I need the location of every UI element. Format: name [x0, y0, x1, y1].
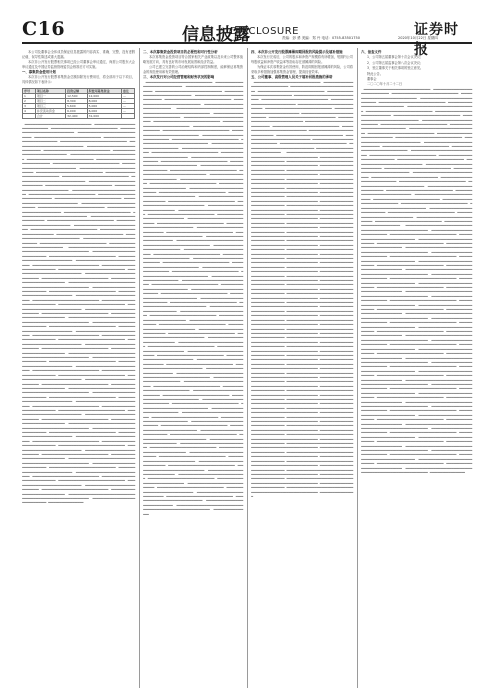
table-cell: —	[122, 103, 135, 108]
table-cell	[23, 113, 36, 118]
table-header-cell: 投资总额	[66, 88, 88, 93]
table-cell: 项目二	[35, 98, 65, 103]
article-paragraph: 1、公司第五届董事会第十次会议决议；	[367, 55, 424, 60]
article-paragraph: 五、公司董事、高级管理人员关于填补回报措施的承诺	[251, 75, 333, 80]
table-cell: 3	[23, 103, 36, 108]
table-cell: 12,000	[87, 93, 121, 98]
article-paragraph: 三、本次发行对公司经营管理和财务状况的影响	[143, 75, 215, 80]
table-cell: 4	[23, 108, 36, 113]
body-text-texture: ▬▬▬▬▬▬▬▬▬▬▬▬▬▬▬▬▬▬▬▬▬▬▬▬▬▬▬▬▬▬▬▬▬▬▬▬ ▬▬▬▬▬▬▬▬▬▬▬▬▬▬▬▬▬▬▬▬▬▬▬▬▬▬▬▬▬▬▬▬▬▬▬▬ ▬▬▬▬▬▬▬▬▬▬▬▬▬▬▬▬▬▬▬▬▬▬▬▬▬▬▬▬▬▬▬▬▬▬▬▬ ▬▬▬▬▬▬▬▬▬▬▬▬▬▬▬▬▬▬▬▬▬▬▬▬▬▬▬▬▬▬▬▬▬▬▬▬ ▬▬▬▬▬▬▬▬▬▬▬▬▬▬▬▬▬▬▬▬▬▬▬▬▬▬▬▬▬▬▬▬▬▬▬▬ ▬▬▬▬▬▬▬▬▬▬▬▬▬▬▬▬▬▬▬▬▬▬▬▬▬▬▬▬▬▬▬▬▬▬▬▬ ▬▬▬▬▬▬▬▬▬▬▬▬▬▬▬▬▬▬▬▬▬▬▬▬▬▬▬▬▬▬▬▬▬▬▬▬ ▬▬▬▬▬▬▬▬▬▬▬▬▬▬▬▬▬▬▬▬▬▬▬▬▬▬▬▬▬▬▬▬▬▬▬▬ ▬▬▬▬▬▬▬▬▬▬▬▬▬▬▬▬▬▬▬▬▬▬▬▬▬▬▬▬▬▬▬▬▬▬▬▬ ▬▬▬▬▬▬▬▬▬▬▬▬▬▬▬▬▬▬▬▬▬▬▬▬▬▬▬▬▬▬▬▬▬▬▬▬ ▬▬▬▬▬▬▬▬▬▬▬▬▬▬▬▬▬▬▬▬▬▬▬▬▬▬▬▬▬▬▬▬▬▬▬▬ ▬▬▬▬▬▬▬▬▬▬▬▬▬▬▬▬▬▬▬▬▬▬▬▬▬▬▬▬▬▬▬▬▬▬▬▬ ▬▬▬▬▬▬▬▬▬▬▬▬▬▬▬▬▬▬▬▬▬▬▬▬▬▬▬▬▬▬▬▬▬▬▬▬ ▬▬▬▬▬▬▬▬▬▬▬▬▬▬▬▬▬▬▬▬▬▬▬▬▬▬▬▬▬▬▬▬▬▬▬▬ ▬▬▬▬▬▬▬▬▬▬▬▬▬▬▬▬▬▬▬▬▬▬▬▬▬▬▬▬▬▬▬▬▬▬▬▬ ▬▬▬▬▬▬▬▬▬▬▬▬▬▬▬▬▬▬▬▬▬▬▬▬▬▬▬▬▬▬▬▬▬▬▬▬ ▬▬▬▬▬▬▬▬▬▬▬▬▬▬▬▬▬▬▬▬▬▬▬▬▬▬▬▬▬▬▬▬▬▬▬▬ ▬▬▬▬▬▬▬▬▬▬▬▬▬▬▬▬▬▬▬▬▬▬▬▬▬▬▬▬▬▬▬▬▬▬▬▬ ▬▬▬▬▬▬▬▬▬▬▬▬▬▬▬▬▬▬▬▬▬▬▬▬▬▬▬▬▬▬▬▬▬▬▬▬ ▬▬▬▬▬▬▬▬▬▬▬▬▬▬▬▬▬▬▬▬▬▬▬▬▬▬▬▬▬▬▬▬▬▬▬▬ ▬▬▬▬▬▬▬▬▬▬▬▬▬▬▬▬▬▬▬▬▬▬▬▬▬▬▬▬▬▬▬▬▬▬▬▬ ▬▬▬▬▬▬▬▬▬▬▬▬▬▬▬▬▬▬▬▬▬▬▬▬▬▬▬▬▬▬▬▬▬▬▬▬ ▬▬▬▬▬▬▬▬▬▬▬▬▬▬▬▬▬▬▬▬▬▬▬▬▬▬▬▬▬▬▬▬▬▬▬▬ ▬▬▬▬▬▬▬▬▬▬▬▬▬▬▬▬▬▬▬▬▬▬▬▬▬▬▬▬▬▬▬▬▬▬▬▬ ▬▬▬▬▬▬▬▬▬▬▬▬▬▬▬▬▬▬▬▬▬▬▬▬▬▬▬▬▬▬▬▬▬▬▬▬ ▬▬▬▬▬▬▬▬▬▬▬▬▬▬▬▬▬▬▬▬▬▬▬▬▬▬▬▬▬▬▬▬▬▬▬▬ ▬▬▬▬▬▬▬▬▬▬▬▬▬▬▬▬▬▬▬▬▬▬▬▬▬▬▬▬▬▬▬▬▬▬▬▬ ▬▬▬▬▬▬▬▬▬▬▬▬▬▬▬▬▬▬▬▬▬▬▬▬▬▬▬▬▬▬▬▬▬▬▬▬ ▬▬▬▬▬▬▬▬▬▬▬▬▬▬▬▬▬▬▬▬▬▬▬▬▬▬▬▬▬▬▬▬▬▬▬▬ ▬▬▬▬▬▬▬▬▬▬▬▬▬▬▬▬▬▬▬▬▬▬▬▬▬▬▬▬▬▬▬▬▬▬▬▬ ▬▬▬▬▬▬▬▬▬▬▬▬▬▬▬▬▬▬▬▬▬▬▬▬▬▬▬▬▬▬▬▬▬▬▬▬ ▬▬▬▬▬▬▬▬▬▬▬▬▬▬▬▬▬▬▬▬▬▬▬▬▬▬▬▬▬▬▬▬▬▬▬▬ ▬▬▬▬▬▬▬▬▬▬▬▬▬▬▬▬▬▬▬▬▬▬▬▬▬▬▬▬▬▬▬▬▬▬▬▬ ▬▬▬▬▬▬▬▬▬▬▬▬▬▬▬▬▬▬▬▬▬▬▬▬▬▬▬▬▬▬▬▬▬▬▬▬ ▬▬▬▬▬▬▬▬▬▬▬▬▬▬▬▬▬▬▬▬▬▬▬▬▬▬▬▬▬▬▬▬▬▬▬▬ ▬▬▬▬▬▬▬▬▬▬▬▬▬▬▬▬▬▬▬▬▬▬▬▬▬▬▬▬▬▬▬▬▬▬▬▬ ▬▬▬▬▬▬▬▬▬▬▬▬▬▬▬▬▬▬▬▬▬▬▬▬▬▬▬▬▬▬▬▬▬▬▬▬ ▬▬▬▬▬▬▬▬▬▬▬▬▬▬▬▬▬▬▬▬▬▬▬▬▬▬▬▬▬▬▬▬▬▬▬▬ ▬▬▬▬▬▬▬▬▬▬▬▬▬▬▬▬▬▬▬▬▬▬▬▬▬▬▬▬▬▬▬▬▬▬▬▬ ▬▬▬▬▬▬▬▬▬▬▬▬▬▬▬▬▬▬▬▬▬▬▬▬▬▬▬▬▬▬▬▬▬▬▬▬ ▬▬▬▬▬▬▬▬▬▬▬▬▬▬▬▬▬▬▬▬▬▬▬▬▬▬▬▬▬▬▬▬▬▬▬▬ ▬▬▬▬▬▬▬▬▬▬▬▬▬▬▬▬▬▬▬▬▬▬▬▬▬▬▬▬▬▬▬▬▬▬▬▬ ▬▬▬▬▬▬▬▬▬▬▬▬▬▬▬▬▬▬▬▬▬▬▬▬▬▬▬▬▬▬▬▬▬▬▬▬ ▬▬▬▬▬▬▬▬▬▬▬▬▬▬▬▬▬▬▬▬▬▬▬▬▬▬▬▬▬▬▬▬▬▬▬▬ ▬▬▬▬▬▬▬▬▬▬▬▬▬▬▬▬▬▬▬▬▬▬▬▬▬▬▬▬▬▬▬▬▬▬▬▬ ▬▬▬▬▬▬▬▬▬▬▬▬▬▬▬▬▬▬▬▬▬▬▬▬▬▬▬▬▬▬▬▬▬▬▬▬ ▬▬▬▬▬▬▬▬▬▬▬▬▬▬▬▬▬▬▬▬▬▬▬▬▬▬▬▬▬▬▬▬▬▬▬▬ ▬▬▬▬▬▬▬▬▬▬▬▬▬▬▬▬▬▬▬▬▬▬▬▬▬▬▬▬▬▬▬▬▬▬▬▬ ▬▬▬▬▬▬▬▬▬▬▬▬▬▬▬▬▬▬▬▬▬▬▬▬▬▬▬▬▬▬▬▬▬▬▬▬ ▬▬▬▬▬▬▬▬▬▬▬▬▬▬▬▬▬▬▬▬▬▬▬▬▬▬▬▬▬▬▬▬▬▬▬▬ ▬▬▬▬▬▬▬▬▬▬▬▬▬▬▬▬▬▬▬▬▬▬▬▬▬▬▬▬▬▬▬▬▬▬▬▬ ▬▬▬▬▬▬▬▬▬▬▬▬▬▬▬▬▬▬▬▬▬▬▬▬▬▬▬▬▬▬▬▬▬▬▬▬ ▬▬▬▬▬▬▬▬▬▬▬▬▬▬▬▬▬▬▬▬▬▬▬▬▬▬▬▬▬▬▬▬▬▬▬▬ ▬▬▬▬▬▬▬▬▬▬▬▬▬▬▬▬▬▬▬▬▬▬▬▬▬▬▬▬▬▬▬▬▬▬▬▬ ▬▬▬▬▬▬▬▬▬▬▬▬▬▬▬▬▬▬▬▬▬▬▬▬▬▬▬▬▬▬▬▬▬▬▬▬ ▬▬▬▬▬▬▬▬▬▬▬▬▬▬▬▬▬▬▬▬▬▬▬▬▬▬▬▬▬▬▬▬▬▬▬▬ ▬▬▬▬▬▬▬▬▬▬▬▬▬▬▬▬▬▬▬▬▬▬▬▬▬▬▬▬▬▬▬▬▬▬▬▬ ▬▬▬▬▬▬▬▬▬▬▬▬▬▬▬▬▬▬▬▬▬▬▬▬▬▬▬▬▬▬▬▬▬▬▬▬ ▬▬▬▬▬▬▬▬▬▬▬▬▬▬▬▬▬▬▬▬▬▬▬▬▬▬▬▬▬▬▬▬▬▬▬▬ ▬▬▬▬▬▬▬▬▬▬▬▬▬▬▬▬▬▬▬▬▬▬▬▬▬▬▬▬▬▬▬▬▬▬▬▬ ▬▬▬▬▬▬▬▬▬▬▬▬▬▬▬▬▬▬▬▬▬▬▬▬▬▬▬▬▬▬▬▬▬▬▬▬ ▬▬▬▬▬▬▬▬▬▬▬▬▬▬▬▬▬▬▬▬▬▬▬▬▬▬▬▬▬▬▬▬▬▬▬▬ ▬▬▬▬▬▬▬▬▬▬▬▬▬▬▬▬▬▬▬▬▬▬▬▬▬▬▬▬▬▬▬▬▬▬▬▬ ▬▬▬▬▬▬▬▬▬▬▬▬▬▬▬▬▬▬▬▬▬▬▬▬▬▬▬▬▬▬▬▬▬▬▬▬ ▬▬▬▬▬▬▬▬▬▬▬▬▬▬▬▬▬▬▬▬▬▬▬▬▬▬▬▬▬▬▬▬▬▬▬▬ ▬▬▬▬▬▬▬▬▬▬▬▬▬▬▬▬▬▬▬▬▬▬▬▬▬▬▬▬▬▬▬▬▬▬▬▬ ▬▬▬▬▬▬▬▬▬▬▬▬▬▬▬▬▬▬▬▬▬▬▬▬▬▬▬▬▬▬▬▬▬▬▬▬ ▬▬▬▬▬▬▬▬▬▬▬▬▬▬▬▬▬▬▬▬▬▬▬▬▬▬▬▬▬▬▬▬▬▬▬▬ ▬▬▬▬▬▬▬▬▬▬▬▬▬▬▬▬▬▬▬▬▬▬▬▬▬▬▬▬▬▬▬▬▬▬▬▬ ▬▬▬▬▬▬▬▬▬▬▬▬▬▬▬▬▬▬▬▬▬▬▬▬▬▬▬▬▬▬▬▬▬▬▬▬ ▬▬▬▬▬▬▬▬▬▬▬▬▬▬▬▬▬▬▬▬▬▬▬▬▬▬▬▬▬▬▬▬▬▬▬▬ ▬▬▬▬▬▬▬▬▬▬▬▬▬▬▬▬▬▬▬▬▬▬▬▬▬▬▬▬▬▬▬▬▬▬▬▬ ▬▬▬▬▬▬▬▬▬▬▬▬▬▬▬▬▬▬▬▬▬▬▬▬▬▬▬▬▬▬▬▬▬▬▬▬ ▬▬▬▬▬▬▬▬▬▬▬▬▬▬▬▬▬▬▬▬▬▬▬▬▬▬▬▬▬▬▬▬▬▬▬▬ ▬▬▬▬▬▬▬▬▬▬▬▬▬▬▬▬▬▬▬▬▬▬▬▬▬▬▬▬▬▬▬▬▬▬▬▬ ▬▬▬▬▬▬▬▬▬▬▬▬▬▬▬▬▬▬▬▬▬▬▬▬▬▬▬▬▬▬▬▬▬▬▬▬ ▬▬▬▬▬▬▬▬▬▬▬▬▬▬▬▬▬▬▬▬▬▬▬▬▬▬▬▬▬▬▬▬▬▬▬▬ ▬▬▬▬▬▬▬▬▬▬▬▬▬▬▬▬▬▬▬▬▬▬▬▬▬▬▬▬▬▬▬▬▬▬▬▬ ▬▬▬▬▬▬▬▬▬▬▬▬▬▬▬▬▬▬▬▬▬▬▬▬▬▬▬▬▬▬▬▬▬▬▬▬ ▬▬▬▬▬▬▬▬▬▬▬▬▬▬▬▬▬▬▬▬▬▬▬▬▬▬▬▬▬▬▬▬▬▬▬▬ ▬▬▬▬▬▬▬▬▬▬▬▬▬▬▬▬▬▬▬▬▬▬▬▬▬▬▬▬▬▬▬▬▬▬▬▬ ▬▬▬▬▬▬▬▬▬▬▬▬▬▬▬▬▬▬▬▬▬▬▬▬▬▬▬▬▬▬▬▬▬▬▬▬ ▬▬▬▬▬▬▬▬▬▬▬▬▬▬▬▬▬▬▬▬▬▬▬▬▬▬▬▬▬▬▬▬▬▬▬▬ ▬▬▬▬▬▬▬▬▬▬▬▬▬▬▬▬▬▬▬▬▬▬▬▬▬▬▬▬▬▬▬▬▬▬▬▬ ▬▬▬▬▬▬▬▬▬▬▬▬▬▬▬▬▬▬▬▬▬▬▬▬▬▬▬▬▬▬▬▬▬▬▬▬ ▬▬▬▬▬▬▬▬▬▬▬▬▬▬▬▬▬▬▬▬▬▬▬▬▬▬▬▬▬▬▬▬▬▬▬▬ ▬▬▬▬▬▬▬▬▬▬▬▬▬▬▬▬▬▬▬▬▬▬▬▬▬▬▬▬▬▬▬▬▬▬▬▬ ▬▬▬▬▬▬▬▬▬▬▬▬▬▬▬▬▬▬▬▬▬▬▬▬▬▬▬▬▬▬▬▬▬▬▬▬ ▬▬▬▬▬▬▬▬▬▬▬▬▬▬▬▬▬▬▬▬▬▬▬▬▬▬▬▬▬▬▬▬▬▬▬▬ ▬▬▬▬▬▬▬▬▬▬▬▬▬▬▬▬▬▬▬▬▬▬▬▬▬▬▬▬▬▬▬▬▬▬▬▬ ▬▬▬▬▬▬▬▬▬▬▬▬▬▬▬▬▬▬▬▬▬▬▬▬▬▬▬▬▬▬▬▬▬▬▬▬ ▬▬▬▬▬▬▬▬▬▬▬▬▬▬▬▬▬▬▬▬▬▬▬▬▬▬▬▬▬▬▬▬▬▬▬▬ ▬▬▬▬▬▬▬▬▬▬▬▬▬▬▬▬▬▬▬▬▬▬▬▬▬▬▬▬▬▬▬▬▬▬▬▬ ▬▬▬▬▬▬▬▬▬▬▬▬▬▬▬▬▬▬▬▬▬▬▬▬▬▬▬▬▬▬▬▬▬▬▬▬ ▬▬▬▬▬▬▬▬▬▬▬▬▬▬▬▬▬▬▬▬▬▬▬▬▬▬▬▬▬▬▬▬▬▬▬▬ ▬▬▬▬▬▬▬▬▬▬▬▬▬▬▬▬▬▬▬▬▬▬▬▬▬▬▬▬▬▬▬▬▬▬▬▬ ▬▬▬▬▬▬▬▬▬▬▬▬▬▬▬▬▬▬▬▬▬▬▬▬▬▬▬▬▬▬▬▬▬▬▬▬ ▬▬▬▬▬▬▬▬▬▬▬▬▬▬▬▬▬▬▬▬▬▬▬▬▬▬▬▬▬▬▬▬▬▬▬▬ ▬▬▬▬▬▬▬▬▬▬▬▬▬▬▬▬▬▬▬▬▬▬▬▬▬▬▬▬▬▬▬▬▬▬▬▬ ▬▬▬▬▬▬▬▬▬▬▬▬▬▬▬▬▬▬▬▬▬▬▬▬▬▬▬▬▬▬▬▬▬▬▬▬ ▬▬▬▬▬▬▬▬▬▬▬▬▬▬▬▬▬▬▬▬▬▬▬▬▬▬▬▬▬▬▬▬▬▬▬▬ ▬▬▬▬▬▬▬▬▬▬▬▬▬▬▬▬▬▬▬▬▬▬▬▬▬▬▬▬▬▬▬▬▬▬▬▬ ▬▬▬▬▬▬▬▬▬▬▬▬▬▬▬▬▬▬▬▬▬▬▬▬▬▬▬▬▬▬▬▬▬▬▬▬ ▬▬▬▬▬▬▬▬▬▬▬▬▬▬▬▬▬▬▬▬▬▬▬▬▬▬▬▬▬▬▬▬▬▬▬▬ ▬▬▬▬▬▬▬▬▬▬▬▬▬▬▬▬▬▬▬▬▬▬▬▬▬▬▬▬▬▬▬▬▬▬▬▬ ▬▬▬▬▬▬▬▬▬▬▬▬▬▬▬▬▬▬▬▬▬▬▬▬▬▬▬▬▬▬▬▬▬▬▬▬ ▬▬▬▬▬▬▬▬▬▬▬▬▬▬▬▬▬▬▬▬▬▬▬▬▬▬▬▬▬▬▬▬▬▬▬▬ ▬▬▬▬▬▬▬▬▬▬▬▬▬▬▬▬▬▬▬▬▬▬▬▬▬▬▬▬▬▬▬▬▬▬▬▬ ▬▬▬▬▬▬▬▬▬▬▬▬▬▬▬▬▬▬▬▬▬▬▬▬▬▬▬▬▬▬▬▬▬▬▬▬ ▬▬▬▬▬▬▬▬▬▬▬▬▬▬▬▬▬▬▬▬▬▬▬▬▬▬▬▬▬▬▬▬▬▬▬▬ ▬▬▬▬▬▬▬▬▬▬▬▬▬▬▬▬▬▬▬▬▬▬▬▬▬▬▬▬▬▬▬▬▬▬▬▬ ▬▬▬▬▬▬▬▬▬▬▬▬▬▬▬▬▬▬▬▬▬▬▬▬▬▬▬▬▬▬▬▬▬▬▬▬ ▬▬▬▬▬▬▬▬▬▬▬▬▬▬▬▬▬▬▬▬▬▬▬▬▬▬▬▬▬▬▬▬▬▬▬▬ ▬▬▬▬▬▬▬▬▬▬▬▬▬▬▬▬▬▬▬▬▬▬▬▬▬▬▬▬▬▬▬▬▬▬▬▬ ▬▬▬▬▬▬▬▬▬▬▬▬▬▬▬▬▬▬▬▬▬▬▬▬▬▬▬▬▬▬▬▬▬▬▬▬ ▬▬▬▬▬▬▬▬▬▬▬▬▬▬▬▬▬▬▬▬▬▬▬▬▬▬▬▬▬▬▬▬▬▬▬▬ ▬▬▬▬▬▬▬▬▬▬▬▬▬▬▬▬▬▬▬▬▬▬▬▬▬▬▬▬▬▬▬▬▬▬▬▬ ▬▬▬▬▬▬▬▬▬▬▬▬▬▬▬▬▬▬▬▬▬▬▬▬▬▬▬▬▬▬▬▬▬▬▬▬ ▬▬▬▬▬▬▬▬▬▬▬▬▬▬▬▬▬▬▬▬▬▬▬▬▬▬▬▬▬▬▬▬▬▬▬▬ ▬▬▬▬▬▬▬▬▬▬▬▬▬▬▬▬▬▬▬▬▬▬▬▬▬▬▬▬▬▬▬▬▬▬▬▬ ▬▬▬▬▬▬▬▬▬▬▬▬▬▬▬▬▬▬▬▬▬▬▬▬▬▬▬▬▬▬▬▬▬▬▬▬ ▬▬▬▬▬▬▬▬▬▬▬▬▬▬▬▬▬▬▬▬▬▬▬▬▬▬▬▬▬▬▬▬▬▬▬▬ ▬▬▬▬▬▬▬▬▬▬▬▬▬▬▬▬▬▬▬▬▬▬▬▬▬▬▬▬▬▬▬▬▬▬▬▬ ▬▬▬▬▬▬▬▬▬▬▬▬▬▬▬▬▬▬▬▬▬▬▬▬▬▬▬▬▬▬▬▬▬▬▬▬ ▬▬▬▬▬▬▬▬▬▬▬▬▬▬▬▬▬▬▬▬▬▬▬▬▬▬▬▬▬▬▬▬▬▬▬▬ ▬▬▬▬▬▬▬▬▬▬▬▬▬▬▬▬▬▬▬▬▬▬▬▬▬▬▬▬▬▬▬▬▬▬▬▬ ▬▬▬▬▬▬▬▬▬▬▬▬▬▬▬▬▬▬▬▬▬▬▬▬▬▬▬▬▬▬▬▬▬▬▬▬ ▬▬▬▬▬▬▬▬▬▬▬▬▬▬▬▬▬▬▬▬▬▬▬▬▬▬▬▬▬▬▬▬▬▬▬▬ ▬▬▬▬▬▬▬▬▬▬▬▬▬▬▬▬▬▬▬▬▬▬▬▬▬▬▬▬▬▬▬▬▬▬▬▬ ▬▬▬▬▬▬▬▬▬▬▬▬▬▬▬▬▬▬▬▬▬▬▬▬▬▬▬▬▬▬▬▬▬▬▬▬ ▬▬▬▬▬▬▬▬▬▬▬▬▬▬▬▬▬▬▬▬▬▬▬▬▬▬▬▬▬▬▬▬▬▬▬▬ ▬▬▬▬▬▬▬▬▬▬▬▬▬▬▬▬▬▬▬▬▬▬▬▬▬▬▬▬▬▬▬▬▬▬▬▬ ▬▬▬▬▬▬▬▬▬▬▬▬▬▬▬▬▬▬▬▬▬▬▬▬▬▬▬▬▬▬▬▬▬▬▬▬ ▬▬▬▬▬▬▬▬▬▬▬▬▬▬▬▬▬▬▬▬▬▬▬▬▬▬▬▬▬▬▬▬▬▬▬▬ ▬▬▬▬▬▬▬▬▬▬▬▬▬▬▬▬▬▬▬▬▬▬▬▬▬▬▬▬▬▬▬▬▬▬▬▬ ▬▬▬▬▬▬▬▬▬▬▬▬▬▬▬▬▬▬▬▬▬▬▬▬▬▬▬▬▬▬▬▬▬▬▬▬ ▬▬▬▬▬▬▬▬▬▬▬▬▬▬▬▬▬▬▬▬▬▬▬▬▬▬▬▬▬▬▬▬▬▬▬▬ ▬▬▬▬▬▬▬▬▬▬▬▬▬▬▬▬▬▬▬▬▬▬▬▬▬▬▬▬▬▬▬▬▬▬▬▬ ▬▬▬▬▬▬▬▬▬▬▬▬▬▬▬▬▬▬▬▬▬▬▬▬▬▬▬▬▬▬▬▬▬▬▬▬ ▬▬▬▬▬▬▬▬▬▬▬▬▬▬▬▬▬▬▬▬▬▬▬▬▬▬▬▬▬▬▬▬▬▬▬▬ ▬▬▬▬▬▬▬▬▬▬▬▬▬▬▬▬▬▬▬	[361, 87, 474, 475]
article-column-2	[143, 50, 243, 686]
table-cell: 31,000	[87, 113, 121, 118]
table-cell: 6,000	[66, 108, 88, 113]
article-paragraph: 公司已建立完善的公司治理结构和内部控制制度，能够保证募集资金的规范使用和有效管理。	[143, 65, 243, 74]
table-cell: 32,400	[66, 113, 88, 118]
table-cell	[122, 113, 135, 118]
body-text-texture: ▬▬▬▬▬▬▬▬▬▬▬▬▬▬▬▬▬▬▬▬▬▬▬▬▬▬▬▬▬▬▬▬▬▬▬▬ ▬▬▬▬▬▬▬▬▬▬▬▬▬▬▬▬▬▬▬▬▬▬▬▬▬▬▬▬▬▬▬▬▬▬▬▬ ▬▬▬▬▬▬▬▬▬▬▬▬▬▬▬▬▬▬▬▬▬▬▬▬▬▬▬▬▬▬▬▬▬▬▬▬ ▬▬▬▬▬▬▬▬▬▬▬▬▬▬▬▬▬▬▬▬▬▬▬▬▬▬▬▬▬▬▬▬▬▬▬▬ ▬▬▬▬▬▬▬▬▬▬▬▬▬▬▬▬▬▬▬▬▬▬▬▬▬▬▬▬▬▬▬▬▬▬▬▬ ▬▬▬▬▬▬▬▬▬▬▬▬▬▬▬▬▬▬▬▬▬▬▬▬▬▬▬▬▬▬▬▬▬▬▬▬ ▬▬▬▬▬▬▬▬▬▬▬▬▬▬▬▬▬▬▬▬▬▬▬▬▬▬▬▬▬▬▬▬▬▬▬▬ ▬▬▬▬▬▬▬▬▬▬▬▬▬▬▬▬▬▬▬▬▬▬▬▬▬▬▬▬▬▬▬▬▬▬▬▬ ▬▬▬▬▬▬▬▬▬▬▬▬▬▬▬▬▬▬▬▬▬▬▬▬▬▬▬▬▬▬▬▬▬▬▬▬ ▬▬▬▬▬▬▬▬▬▬▬▬▬▬▬▬▬▬▬▬▬▬▬▬▬▬▬▬▬▬▬▬▬▬▬▬ ▬▬▬▬▬▬▬▬▬▬▬▬▬▬▬▬▬▬▬▬▬▬▬▬▬▬▬▬▬▬▬▬▬▬▬▬ ▬▬▬▬▬▬▬▬▬▬▬▬▬▬▬▬▬▬▬▬▬▬▬▬▬▬▬▬▬▬▬▬▬▬▬▬ ▬▬▬▬▬▬▬▬▬▬▬▬▬▬▬▬▬▬▬▬▬▬▬▬▬▬▬▬▬▬▬▬▬▬▬▬ ▬▬▬▬▬▬▬▬▬▬▬▬▬▬▬▬▬▬▬▬▬▬▬▬▬▬▬▬▬▬▬▬▬▬▬▬ ▬▬▬▬▬▬▬▬▬▬▬▬▬▬▬▬▬▬▬▬▬▬▬▬▬▬▬▬▬▬▬▬▬▬▬▬ ▬▬▬▬▬▬▬▬▬▬▬▬▬▬▬▬▬▬▬▬▬▬▬▬▬▬▬▬▬▬▬▬▬▬▬▬ ▬▬▬▬▬▬▬▬▬▬▬▬▬▬▬▬▬▬▬▬▬▬▬▬▬▬▬▬▬▬▬▬▬▬▬▬ ▬▬▬▬▬▬▬▬▬▬▬▬▬▬▬▬▬▬▬▬▬▬▬▬▬▬▬▬▬▬▬▬▬▬▬▬ ▬▬▬▬▬▬▬▬▬▬▬▬▬▬▬▬▬▬▬▬▬▬▬▬▬▬▬▬▬▬▬▬▬▬▬▬ ▬▬▬▬▬▬▬▬▬▬▬▬▬▬▬▬▬▬▬▬▬▬▬▬▬▬▬▬▬▬▬▬▬▬▬▬ ▬▬▬▬▬▬▬▬▬▬▬▬▬▬▬▬▬▬▬▬▬▬▬▬▬▬▬▬▬▬▬▬▬▬▬▬ ▬▬▬▬▬▬▬▬▬▬▬▬▬▬▬▬▬▬▬▬▬▬▬▬▬▬▬▬▬▬▬▬▬▬▬▬ ▬▬▬▬▬▬▬▬▬▬▬▬▬▬▬▬▬▬▬▬▬▬▬▬▬▬▬▬▬▬▬▬▬▬▬▬ ▬▬▬▬▬▬▬▬▬▬▬▬▬▬▬▬▬▬▬▬▬▬▬▬▬▬▬▬▬▬▬▬▬▬▬▬ ▬▬▬▬▬▬▬▬▬▬▬▬▬▬▬▬▬▬▬▬▬▬▬▬▬▬▬▬▬▬▬▬▬▬▬▬ ▬▬▬▬▬▬▬▬▬▬▬▬▬▬▬▬▬▬▬▬▬▬▬▬▬▬▬▬▬▬▬▬▬▬▬▬ ▬▬▬▬▬▬▬▬▬▬▬▬▬▬▬▬▬▬▬▬▬▬▬▬▬▬▬▬▬▬▬▬▬▬▬▬ ▬▬▬▬▬▬▬▬▬▬▬▬▬▬▬▬▬▬▬▬▬▬▬▬▬▬▬▬▬▬▬▬▬▬▬▬ ▬▬▬▬▬▬▬▬▬▬▬▬▬▬▬▬▬▬▬▬▬▬▬▬▬▬▬▬▬▬▬▬▬▬▬▬ ▬▬▬▬▬▬▬▬▬▬▬▬▬▬▬▬▬▬▬▬▬▬▬▬▬▬▬▬▬▬▬▬▬▬▬▬ ▬▬▬▬▬▬▬▬▬▬▬▬▬▬▬▬▬▬▬▬▬▬▬▬▬▬▬▬▬▬▬▬▬▬▬▬ ▬▬▬▬▬▬▬▬▬▬▬▬▬▬▬▬▬▬▬▬▬▬▬▬▬▬▬▬▬▬▬▬▬▬▬▬ ▬▬▬▬▬▬▬▬▬▬▬▬▬▬▬▬▬▬▬▬▬▬▬▬▬▬▬▬▬▬▬▬▬▬▬▬ ▬▬▬▬▬▬▬▬▬▬▬▬▬▬▬▬▬▬▬▬▬▬▬▬▬▬▬▬▬▬▬▬▬▬▬▬ ▬▬▬▬▬▬▬▬▬▬▬▬▬▬▬▬▬▬▬▬▬▬▬▬▬▬▬▬▬▬▬▬▬▬▬▬ ▬▬▬▬▬▬▬▬▬▬▬▬▬▬▬▬▬▬▬▬▬▬▬▬▬▬▬▬▬▬▬▬▬▬▬▬ ▬▬▬▬▬▬▬▬▬▬▬▬▬▬▬▬▬▬▬▬▬▬▬▬▬▬▬▬▬▬▬▬▬▬▬▬ ▬▬▬▬▬▬▬▬▬▬▬▬▬▬▬▬▬▬▬▬▬▬▬▬▬▬▬▬▬▬▬▬▬▬▬▬ ▬▬▬▬▬▬▬▬▬▬▬▬▬▬▬▬▬▬▬▬▬▬▬▬▬▬▬▬▬▬▬▬▬▬▬▬ ▬▬▬▬▬▬▬▬▬▬▬▬▬▬▬▬▬▬▬▬▬▬▬▬▬▬▬▬▬▬▬▬▬▬▬▬ ▬▬▬▬▬▬▬▬▬▬▬▬▬▬▬▬▬▬▬▬▬▬▬▬▬▬▬▬▬▬▬▬▬▬▬▬ ▬▬▬▬▬▬▬▬▬▬▬▬▬▬▬▬▬▬▬▬▬▬▬▬▬▬▬▬▬▬▬▬▬▬▬▬ ▬▬▬▬▬▬▬▬▬▬▬▬▬▬▬▬▬▬▬▬▬▬▬▬▬▬▬▬▬▬▬▬▬▬▬▬ ▬▬▬▬▬▬▬▬▬▬▬▬▬▬▬▬▬▬▬▬▬▬▬▬▬▬▬▬▬▬▬▬▬▬▬▬ ▬▬▬▬▬▬▬▬▬▬▬▬▬▬▬▬▬▬▬▬▬▬▬▬▬▬▬▬▬▬▬▬▬▬▬▬ ▬▬▬▬▬▬▬▬▬▬▬▬▬▬▬▬▬▬▬▬▬▬▬▬▬▬▬▬▬▬▬▬▬▬▬▬ ▬▬▬▬▬▬▬▬▬▬▬▬▬▬▬▬▬▬▬▬▬▬▬▬▬▬▬▬▬▬▬▬▬▬▬▬ ▬▬▬▬▬▬▬▬▬▬▬▬▬▬▬▬▬▬▬▬▬▬▬▬▬▬▬▬▬▬▬▬▬▬▬▬ ▬▬▬▬▬▬▬▬▬▬▬▬▬▬▬▬▬▬▬▬▬▬▬▬▬▬▬▬▬▬▬▬▬▬▬▬ ▬▬▬▬▬▬▬▬▬▬▬▬▬▬▬▬▬▬▬▬▬▬▬▬▬▬▬▬▬▬▬▬▬▬▬▬ ▬▬▬▬▬▬▬▬▬▬▬▬▬▬▬▬▬▬▬▬▬▬▬▬▬▬▬▬▬▬▬▬▬▬▬▬ ▬▬▬▬▬▬▬▬▬▬▬▬▬▬▬▬▬▬▬▬▬▬▬▬▬▬▬▬▬▬▬▬▬▬▬▬ ▬▬▬▬▬▬▬▬▬▬▬▬▬▬▬▬▬▬▬▬▬▬▬▬▬▬▬▬▬▬▬▬▬▬▬▬ ▬▬▬▬▬▬▬▬▬▬▬▬▬▬▬▬▬▬▬▬▬▬▬▬▬▬▬▬▬▬▬▬▬▬▬▬ ▬▬▬▬▬▬▬▬▬▬▬▬▬▬▬▬▬▬▬▬▬▬▬▬▬▬▬▬▬▬▬▬▬▬▬▬ ▬▬▬▬▬▬▬▬▬▬▬▬▬▬▬▬▬▬▬▬▬▬▬▬▬▬▬▬▬▬▬▬▬▬▬▬ ▬▬▬▬▬▬▬▬▬▬▬▬▬▬▬▬▬▬▬▬▬▬▬▬▬▬▬▬▬▬▬▬▬▬▬▬ ▬▬▬▬▬▬▬▬▬▬▬▬▬▬▬▬▬▬▬▬▬▬▬▬▬▬▬▬▬▬▬▬▬▬▬▬ ▬▬▬▬▬▬▬▬▬▬▬▬▬▬▬▬▬▬▬▬▬▬▬▬▬▬▬▬▬▬▬▬▬▬▬▬ ▬▬▬▬▬▬▬▬▬▬▬▬▬▬▬▬▬▬▬▬▬▬▬▬▬▬▬▬▬▬▬▬▬▬▬▬ ▬▬▬▬▬▬▬▬▬▬▬▬▬▬▬▬▬▬▬▬▬▬▬▬▬▬▬▬▬▬▬▬▬▬▬▬ ▬▬▬▬▬▬▬▬▬▬▬▬▬▬▬▬▬▬▬▬▬▬▬▬▬▬▬▬▬▬▬▬▬▬▬▬ ▬▬▬▬▬▬▬▬▬▬▬▬▬▬▬▬▬▬▬▬▬▬▬▬▬▬▬▬▬▬▬▬▬▬▬▬ ▬▬▬▬▬▬▬▬▬▬▬▬▬▬▬▬▬▬▬▬▬▬▬▬▬▬▬▬▬▬▬▬▬▬▬▬ ▬▬▬▬▬▬▬▬▬▬▬▬▬▬▬▬▬▬▬▬▬▬▬▬▬▬▬▬▬▬▬▬▬▬▬▬ ▬▬▬▬▬▬▬▬▬▬▬▬▬▬▬▬▬▬▬▬▬▬▬▬▬▬▬▬▬▬▬▬▬▬▬▬ ▬▬▬▬▬▬▬▬▬▬▬▬▬▬▬▬▬▬▬▬▬▬▬▬▬▬▬▬▬▬▬▬▬▬▬▬ ▬▬▬▬▬▬▬▬▬▬▬▬▬▬▬▬▬▬▬▬▬▬▬▬▬▬▬▬▬▬▬▬▬▬▬▬ ▬▬▬▬▬▬▬▬▬▬▬▬▬▬▬▬▬▬▬▬▬▬▬▬▬▬▬▬▬▬▬▬▬▬▬▬ ▬▬▬▬▬▬▬▬▬▬▬▬▬▬▬▬▬▬▬▬▬▬▬▬▬▬▬▬▬▬▬▬▬▬▬▬ ▬▬▬▬▬▬▬▬▬▬▬▬▬▬▬▬▬▬▬▬▬▬▬▬▬▬▬▬▬▬▬▬▬▬▬▬ ▬▬▬▬▬▬▬▬▬▬▬▬▬▬▬▬▬▬▬▬▬▬▬▬▬▬▬▬▬▬▬▬▬▬▬▬ ▬▬▬▬▬▬▬▬▬▬▬▬▬▬▬▬▬▬▬▬▬▬▬▬▬▬▬▬▬▬▬▬▬▬▬▬ ▬▬▬▬▬▬▬▬▬▬▬▬▬▬▬▬▬▬▬▬▬▬▬▬▬▬▬▬▬▬▬▬▬▬▬▬ ▬▬▬▬▬▬▬▬▬▬▬▬▬▬▬▬▬▬▬▬▬▬▬▬▬▬▬▬▬▬▬▬▬▬▬▬ ▬▬▬▬▬▬▬▬▬▬▬▬▬▬▬▬▬▬▬▬▬▬▬▬▬▬▬▬▬▬▬▬▬▬▬▬ ▬▬▬▬▬▬▬▬▬▬▬▬▬▬▬▬▬▬▬▬▬▬▬▬▬▬▬▬▬▬▬▬▬▬▬▬ ▬▬▬▬▬▬▬▬▬▬▬▬▬▬▬▬▬▬▬▬▬▬▬▬▬▬▬▬▬▬▬▬▬▬▬▬ ▬▬▬▬▬▬▬▬▬▬▬▬▬▬▬▬▬▬▬▬▬▬▬▬▬▬▬▬▬▬▬▬▬▬▬▬ ▬▬▬▬▬▬▬▬▬▬▬▬▬▬▬▬▬▬▬▬▬▬▬▬▬▬▬▬▬▬▬▬▬▬▬▬ ▬▬▬▬▬▬▬▬▬▬▬▬▬▬▬▬▬▬▬▬▬▬▬▬▬▬▬▬▬▬▬▬▬▬▬▬ ▬▬▬▬▬▬▬▬▬▬▬▬▬▬▬▬▬▬▬▬▬▬▬▬▬▬▬▬▬▬▬▬▬▬▬▬ ▬▬▬▬▬▬▬▬▬▬▬▬▬▬▬▬▬▬▬▬▬▬▬▬▬▬▬▬▬▬▬▬▬▬▬▬ ▬▬▬▬▬▬▬▬▬▬▬▬▬▬▬▬▬▬▬▬▬▬▬▬▬▬▬▬▬▬▬▬▬▬▬▬ ▬▬▬▬▬▬▬▬▬▬▬▬▬▬▬▬▬▬▬▬▬▬▬▬▬▬▬▬▬▬▬▬▬▬▬▬ ▬▬▬▬▬▬▬▬▬▬▬▬▬▬▬▬▬▬▬▬▬▬▬▬▬▬▬▬▬▬▬▬▬▬▬▬ ▬▬▬▬▬▬▬▬▬▬▬▬▬▬▬▬▬▬▬▬▬▬▬▬▬▬▬▬▬▬▬▬▬▬▬▬ ▬▬▬▬▬▬▬▬▬▬▬▬▬▬▬▬▬▬▬▬▬▬▬▬▬▬▬▬▬▬▬▬▬▬▬▬ ▬▬▬▬▬▬▬▬▬▬▬▬▬▬▬▬▬▬▬▬▬▬▬▬▬▬▬▬▬▬▬▬▬▬▬▬ ▬▬▬▬▬▬▬▬▬▬▬▬▬▬▬▬▬▬▬▬▬▬▬▬▬▬▬▬▬▬▬▬▬▬▬▬ ▬▬▬▬▬▬▬▬▬▬▬▬▬▬▬▬▬▬▬▬▬▬▬▬▬▬▬▬▬▬▬▬▬▬▬▬ ▬▬▬▬▬▬▬▬▬▬▬▬▬▬▬▬▬▬▬▬▬▬▬▬▬▬▬▬▬▬▬▬▬▬▬▬ ▬▬▬▬▬▬▬▬▬▬▬▬▬▬▬▬▬▬▬▬▬▬▬▬▬▬▬▬▬▬▬▬▬▬▬▬ ▬▬▬▬▬▬▬▬▬▬▬▬▬▬▬▬▬▬▬▬▬▬▬▬▬▬▬▬▬▬▬▬▬▬▬▬ ▬▬▬▬▬▬▬▬▬▬▬▬▬▬▬▬▬▬▬▬▬▬▬▬▬▬▬▬▬▬▬▬▬▬▬▬ ▬▬▬▬▬▬▬▬▬▬▬▬▬▬▬▬▬▬▬▬▬▬▬▬▬▬▬▬▬▬▬▬▬▬▬▬ ▬▬▬▬▬▬▬▬▬▬▬▬▬▬▬▬▬▬▬▬▬▬▬▬▬▬▬▬▬▬▬▬▬▬▬▬ ▬▬▬▬▬▬▬▬▬▬▬▬▬▬▬▬▬▬▬▬▬▬▬▬▬▬▬▬▬▬▬▬▬▬▬▬ ▬▬▬▬▬▬▬▬▬▬▬▬▬▬▬▬▬▬▬▬▬▬▬▬▬▬▬▬▬▬▬▬▬▬▬▬ ▬▬▬▬▬▬▬▬▬▬▬▬▬▬▬▬▬▬▬▬▬▬▬▬▬▬▬▬▬▬▬▬▬▬▬▬ ▬▬▬▬▬▬▬▬▬▬▬▬▬▬▬▬▬▬▬▬▬▬▬▬▬▬▬▬▬▬▬▬▬▬▬▬ ▬▬▬▬▬▬▬▬▬▬▬▬▬▬▬▬▬▬▬▬▬▬▬▬▬▬▬▬▬▬▬▬▬▬▬▬ ▬▬▬▬▬▬▬▬▬▬▬▬▬▬▬▬▬▬▬▬▬▬▬▬▬▬▬▬▬▬▬▬▬▬▬▬ ▬▬▬▬▬▬▬▬▬▬▬▬▬▬▬▬▬▬▬▬▬▬▬▬▬▬▬▬▬▬▬▬▬▬▬▬ ▬▬▬▬▬▬▬▬▬▬▬▬▬▬▬▬▬▬▬▬▬▬▬▬▬▬▬▬▬▬▬▬▬▬▬▬ ▬▬▬▬▬▬▬▬▬▬▬▬▬▬▬▬▬▬▬▬▬▬▬▬▬▬▬▬▬▬▬▬▬▬▬▬ ▬▬▬▬▬▬▬▬▬▬▬▬▬▬▬▬▬▬▬▬▬▬▬▬▬▬▬▬▬▬▬▬▬▬▬▬ ▬▬▬▬▬▬▬▬▬▬▬▬▬▬▬▬▬▬▬▬▬▬▬▬▬▬▬▬▬▬▬▬▬▬▬▬ ▬▬▬▬▬▬▬▬▬▬▬▬▬▬▬▬▬▬▬▬▬▬▬▬▬▬▬▬▬▬▬▬▬▬▬▬ ▬▬▬▬▬▬▬▬▬▬▬▬▬▬▬▬▬▬▬▬▬▬▬▬▬▬▬▬▬▬▬▬▬▬▬▬ ▬▬▬▬▬▬▬▬▬▬▬▬▬▬▬▬▬▬▬▬▬▬▬▬▬▬▬▬▬▬▬▬▬▬▬▬ ▬▬▬▬▬▬▬▬▬▬▬▬▬▬▬▬▬▬▬▬▬▬▬▬▬▬▬▬▬▬▬▬▬▬▬▬ ▬▬▬▬▬▬▬▬▬▬▬▬▬▬▬▬▬▬▬▬▬▬▬▬▬▬▬▬▬▬▬▬▬▬▬▬ ▬▬▬▬▬▬▬▬▬▬▬▬▬▬▬▬▬▬▬▬▬▬▬▬▬▬▬▬▬▬▬▬▬▬▬▬ ▬▬▬▬▬▬▬▬▬▬▬▬▬▬▬▬▬▬▬▬▬▬▬▬▬▬▬▬▬▬▬▬▬▬▬▬ ▬▬▬▬▬▬▬▬▬▬▬▬▬▬▬▬▬▬▬▬▬▬▬▬▬▬▬▬▬▬▬▬▬▬▬▬ ▬▬▬▬▬▬▬▬▬▬▬▬▬▬▬▬▬▬▬▬▬▬▬▬▬▬▬▬▬▬▬▬▬▬▬▬ ▬▬▬▬▬▬▬▬▬▬▬▬▬▬▬▬▬▬▬▬▬▬▬▬▬▬▬▬▬▬▬▬▬▬▬▬ ▬▬▬▬▬▬▬▬▬▬▬▬▬▬▬▬▬▬▬▬▬▬▬▬▬▬▬▬▬▬▬▬▬▬▬▬ ▬▬▬▬▬▬▬▬▬▬▬▬▬▬▬▬▬▬▬▬▬▬▬▬▬▬▬▬▬▬▬▬▬▬▬▬ ▬▬▬▬▬▬▬▬▬▬▬▬▬▬▬▬▬▬▬▬▬▬▬▬▬▬▬▬▬▬▬▬▬▬▬▬ ▬▬▬▬▬▬▬▬▬▬▬▬▬▬▬▬▬▬▬▬▬▬▬▬▬▬▬▬▬▬▬▬▬▬▬▬ ▬▬▬▬▬▬▬▬▬▬▬▬▬▬▬▬▬▬▬▬▬▬▬▬▬▬▬▬▬▬▬▬▬▬▬▬ ▬▬▬▬▬▬▬▬▬▬▬▬▬▬▬▬▬▬▬▬▬▬▬▬▬▬▬▬▬▬▬▬▬▬▬▬ ▬▬▬▬▬▬▬▬▬▬▬▬▬▬▬▬▬▬▬▬▬▬▬▬▬▬▬▬▬▬▬▬▬▬▬▬ ▬▬▬▬▬▬▬▬▬▬▬▬▬▬▬▬▬▬▬▬▬▬▬▬▬▬▬▬▬▬▬▬▬▬▬▬ ▬▬▬▬▬▬▬▬▬▬▬▬▬▬▬▬▬▬▬▬▬▬▬▬▬▬▬▬▬▬▬▬▬▬▬▬ ▬▬▬▬▬▬▬▬▬▬▬▬▬▬▬▬▬▬▬▬▬▬▬▬▬▬▬▬▬▬▬▬▬▬▬▬ ▬▬▬▬▬▬▬▬▬▬▬▬▬▬▬▬▬▬▬▬▬▬▬▬▬▬▬▬▬▬▬▬▬▬▬▬ ▬▬▬▬▬▬▬▬▬▬▬▬▬▬▬▬▬▬▬▬▬▬▬▬▬▬▬▬▬▬▬▬▬▬▬▬ ▬▬▬▬▬▬▬▬▬▬▬▬▬▬▬▬▬▬▬▬▬▬▬▬▬▬▬▬▬▬▬▬▬▬▬▬ ▬▬▬▬▬▬▬▬▬▬▬▬▬▬▬▬▬▬▬▬▬▬▬▬▬▬▬▬▬▬▬▬▬▬▬▬ ▬▬▬▬▬▬▬▬▬▬▬▬▬▬▬▬▬▬▬▬▬▬▬▬▬▬▬▬▬▬▬▬▬▬▬▬ ▬▬▬▬▬▬▬▬▬▬▬▬▬▬▬▬▬▬▬▬▬▬▬▬▬▬▬▬▬▬▬▬▬▬▬▬ ▬▬▬▬▬▬▬▬▬▬▬▬▬▬▬▬▬▬▬▬▬▬▬▬▬▬▬▬▬▬▬▬▬▬▬▬ ▬▬▬▬▬▬▬▬▬▬▬▬▬▬▬▬▬▬▬▬▬▬▬▬▬▬▬▬▬▬▬▬▬▬▬▬ ▬▬▬▬▬▬▬▬▬▬▬▬▬▬▬▬▬▬▬▬▬▬▬▬▬▬▬▬▬▬▬▬▬▬▬▬ ▬▬▬▬▬▬▬▬▬▬▬▬▬▬▬▬▬▬▬▬▬▬▬▬▬▬▬▬▬▬▬▬▬▬▬▬ ▬▬▬▬▬▬▬▬▬▬▬▬▬▬▬▬▬▬▬▬▬▬▬▬▬▬▬▬▬▬▬▬▬▬▬▬ ▬▬▬▬▬▬▬▬▬▬▬▬▬▬▬▬▬▬▬▬▬▬▬▬▬▬▬▬▬▬▬▬▬▬▬▬ ▬▬▬▬▬▬▬▬▬▬▬▬▬▬▬▬▬▬▬	[143, 80, 245, 516]
article-paragraph: 二〇二〇年十月二十二日	[367, 82, 403, 87]
article-paragraph: 3、独立董事关于相关事项的独立意见。	[367, 66, 424, 71]
article-paragraph: 本次发行完成后，公司的股本和净资产规模将有所增加，短期内公司每股收益和净资产收益率等指标存在被摊薄的风险。	[251, 55, 353, 64]
column-divider	[247, 48, 248, 688]
section-title-english: DISCLOSURE	[230, 26, 299, 37]
table-header-cell: 序号	[23, 88, 36, 93]
article-paragraph: 二、本次募集资金投资项目的必要性和可行性分析	[143, 50, 218, 54]
table-cell: 项目三	[35, 103, 65, 108]
table-cell: 2	[23, 98, 36, 103]
article-column-3	[251, 50, 353, 686]
article-paragraph: 四、本次非公开发行股票摊薄即期回报的风险提示及填补措施	[251, 50, 343, 54]
article-paragraph: 一、募集资金使用计划	[22, 69, 56, 74]
newspaper-logo: 证券时报	[414, 22, 459, 58]
fund-usage-table	[22, 88, 135, 119]
table-cell: 8,300	[66, 98, 88, 103]
body-text-texture: ▬▬▬▬▬▬▬▬▬▬▬▬▬▬▬▬▬▬▬▬▬▬▬▬▬▬▬▬▬▬▬▬▬▬▬▬ ▬▬▬▬▬▬▬▬▬▬▬▬▬▬▬▬▬▬▬▬▬▬▬▬▬▬▬▬▬▬▬▬▬▬▬▬ ▬▬▬▬▬▬▬▬▬▬▬▬▬▬▬▬▬▬▬▬▬▬▬▬▬▬▬▬▬▬▬▬▬▬▬▬ ▬▬▬▬▬▬▬▬▬▬▬▬▬▬▬▬▬▬▬▬▬▬▬▬▬▬▬▬▬▬▬▬▬▬▬▬ ▬▬▬▬▬▬▬▬▬▬▬▬▬▬▬▬▬▬▬▬▬▬▬▬▬▬▬▬▬▬▬▬▬▬▬▬ ▬▬▬▬▬▬▬▬▬▬▬▬▬▬▬▬▬▬▬▬▬▬▬▬▬▬▬▬▬▬▬▬▬▬▬▬ ▬▬▬▬▬▬▬▬▬▬▬▬▬▬▬▬▬▬▬▬▬▬▬▬▬▬▬▬▬▬▬▬▬▬▬▬ ▬▬▬▬▬▬▬▬▬▬▬▬▬▬▬▬▬▬▬▬▬▬▬▬▬▬▬▬▬▬▬▬▬▬▬▬ ▬▬▬▬▬▬▬▬▬▬▬▬▬▬▬▬▬▬▬▬▬▬▬▬▬▬▬▬▬▬▬▬▬▬▬▬ ▬▬▬▬▬▬▬▬▬▬▬▬▬▬▬▬▬▬▬▬▬▬▬▬▬▬▬▬▬▬▬▬▬▬▬▬ ▬▬▬▬▬▬▬▬▬▬▬▬▬▬▬▬▬▬▬▬▬▬▬▬▬▬▬▬▬▬▬▬▬▬▬▬ ▬▬▬▬▬▬▬▬▬▬▬▬▬▬▬▬▬▬▬▬▬▬▬▬▬▬▬▬▬▬▬▬▬▬▬▬ ▬▬▬▬▬▬▬▬▬▬▬▬▬▬▬▬▬▬▬▬▬▬▬▬▬▬▬▬▬▬▬▬▬▬▬▬ ▬▬▬▬▬▬▬▬▬▬▬▬▬▬▬▬▬▬▬▬▬▬▬▬▬▬▬▬▬▬▬▬▬▬▬▬ ▬▬▬▬▬▬▬▬▬▬▬▬▬▬▬▬▬▬▬▬▬▬▬▬▬▬▬▬▬▬▬▬▬▬▬▬ ▬▬▬▬▬▬▬▬▬▬▬▬▬▬▬▬▬▬▬▬▬▬▬▬▬▬▬▬▬▬▬▬▬▬▬▬ ▬▬▬▬▬▬▬▬▬▬▬▬▬▬▬▬▬▬▬▬▬▬▬▬▬▬▬▬▬▬▬▬▬▬▬▬ ▬▬▬▬▬▬▬▬▬▬▬▬▬▬▬▬▬▬▬▬▬▬▬▬▬▬▬▬▬▬▬▬▬▬▬▬ ▬▬▬▬▬▬▬▬▬▬▬▬▬▬▬▬▬▬▬▬▬▬▬▬▬▬▬▬▬▬▬▬▬▬▬▬ ▬▬▬▬▬▬▬▬▬▬▬▬▬▬▬▬▬▬▬▬▬▬▬▬▬▬▬▬▬▬▬▬▬▬▬▬ ▬▬▬▬▬▬▬▬▬▬▬▬▬▬▬▬▬▬▬▬▬▬▬▬▬▬▬▬▬▬▬▬▬▬▬▬ ▬▬▬▬▬▬▬▬▬▬▬▬▬▬▬▬▬▬▬▬▬▬▬▬▬▬▬▬▬▬▬▬▬▬▬▬ ▬▬▬▬▬▬▬▬▬▬▬▬▬▬▬▬▬▬▬▬▬▬▬▬▬▬▬▬▬▬▬▬▬▬▬▬ ▬▬▬▬▬▬▬▬▬▬▬▬▬▬▬▬▬▬▬▬▬▬▬▬▬▬▬▬▬▬▬▬▬▬▬▬ ▬▬▬▬▬▬▬▬▬▬▬▬▬▬▬▬▬▬▬▬▬▬▬▬▬▬▬▬▬▬▬▬▬▬▬▬ ▬▬▬▬▬▬▬▬▬▬▬▬▬▬▬▬▬▬▬▬▬▬▬▬▬▬▬▬▬▬▬▬▬▬▬▬ ▬▬▬▬▬▬▬▬▬▬▬▬▬▬▬▬▬▬▬▬▬▬▬▬▬▬▬▬▬▬▬▬▬▬▬▬ ▬▬▬▬▬▬▬▬▬▬▬▬▬▬▬▬▬▬▬▬▬▬▬▬▬▬▬▬▬▬▬▬▬▬▬▬ ▬▬▬▬▬▬▬▬▬▬▬▬▬▬▬▬▬▬▬▬▬▬▬▬▬▬▬▬▬▬▬▬▬▬▬▬ ▬▬▬▬▬▬▬▬▬▬▬▬▬▬▬▬▬▬▬▬▬▬▬▬▬▬▬▬▬▬▬▬▬▬▬▬ ▬▬▬▬▬▬▬▬▬▬▬▬▬▬▬▬▬▬▬▬▬▬▬▬▬▬▬▬▬▬▬▬▬▬▬▬ ▬▬▬▬▬▬▬▬▬▬▬▬▬▬▬▬▬▬▬▬▬▬▬▬▬▬▬▬▬▬▬▬▬▬▬▬ ▬▬▬▬▬▬▬▬▬▬▬▬▬▬▬▬▬▬▬▬▬▬▬▬▬▬▬▬▬▬▬▬▬▬▬▬ ▬▬▬▬▬▬▬▬▬▬▬▬▬▬▬▬▬▬▬▬▬▬▬▬▬▬▬▬▬▬▬▬▬▬▬▬ ▬▬▬▬▬▬▬▬▬▬▬▬▬▬▬▬▬▬▬▬▬▬▬▬▬▬▬▬▬▬▬▬▬▬▬▬ ▬▬▬▬▬▬▬▬▬▬▬▬▬▬▬▬▬▬▬▬▬▬▬▬▬▬▬▬▬▬▬▬▬▬▬▬ ▬▬▬▬▬▬▬▬▬▬▬▬▬▬▬▬▬▬▬▬▬▬▬▬▬▬▬▬▬▬▬▬▬▬▬▬ ▬▬▬▬▬▬▬▬▬▬▬▬▬▬▬▬▬▬▬▬▬▬▬▬▬▬▬▬▬▬▬▬▬▬▬▬ ▬▬▬▬▬▬▬▬▬▬▬▬▬▬▬▬▬▬▬▬▬▬▬▬▬▬▬▬▬▬▬▬▬▬▬▬ ▬▬▬▬▬▬▬▬▬▬▬▬▬▬▬▬▬▬▬▬▬▬▬▬▬▬▬▬▬▬▬▬▬▬▬▬ ▬▬▬▬▬▬▬▬▬▬▬▬▬▬▬▬▬▬▬▬▬▬▬▬▬▬▬▬▬▬▬▬▬▬▬▬ ▬▬▬▬▬▬▬▬▬▬▬▬▬▬▬▬▬▬▬▬▬▬▬▬▬▬▬▬▬▬▬▬▬▬▬▬ ▬▬▬▬▬▬▬▬▬▬▬▬▬▬▬▬▬▬▬▬▬▬▬▬▬▬▬▬▬▬▬▬▬▬▬▬ ▬▬▬▬▬▬▬▬▬▬▬▬▬▬▬▬▬▬▬▬▬▬▬▬▬▬▬▬▬▬▬▬▬▬▬▬ ▬▬▬▬▬▬▬▬▬▬▬▬▬▬▬▬▬▬▬▬▬▬▬▬▬▬▬▬▬▬▬▬▬▬▬▬ ▬▬▬▬▬▬▬▬▬▬▬▬▬▬▬▬▬▬▬▬▬▬▬▬▬▬▬▬▬▬▬▬▬▬▬▬ ▬▬▬▬▬▬▬▬▬▬▬▬▬▬▬▬▬▬▬▬▬▬▬▬▬▬▬▬▬▬▬▬▬▬▬▬ ▬▬▬▬▬▬▬▬▬▬▬▬▬▬▬▬▬▬▬▬▬▬▬▬▬▬▬▬▬▬▬▬▬▬▬▬ ▬▬▬▬▬▬▬▬▬▬▬▬▬▬▬▬▬▬▬▬▬▬▬▬▬▬▬▬▬▬▬▬▬▬▬▬ ▬▬▬▬▬▬▬▬▬▬▬▬▬▬▬▬▬▬▬▬▬▬▬▬▬▬▬▬▬▬▬▬▬▬▬▬ ▬▬▬▬▬▬▬▬▬▬▬▬▬▬▬▬▬▬▬▬▬▬▬▬▬▬▬▬▬▬▬▬▬▬▬▬ ▬▬▬▬▬▬▬▬▬▬▬▬▬▬▬▬▬▬▬▬▬▬▬▬▬▬▬▬▬▬▬▬▬▬▬▬ ▬▬▬▬▬▬▬▬▬▬▬▬▬▬▬▬▬▬▬▬▬▬▬▬▬▬▬▬▬▬▬▬▬▬▬▬ ▬▬▬▬▬▬▬▬▬▬▬▬▬▬▬▬▬▬▬▬▬▬▬▬▬▬▬▬▬▬▬▬▬▬▬▬ ▬▬▬▬▬▬▬▬▬▬▬▬▬▬▬▬▬▬▬▬▬▬▬▬▬▬▬▬▬▬▬▬▬▬▬▬ ▬▬▬▬▬▬▬▬▬▬▬▬▬▬▬▬▬▬▬▬▬▬▬▬▬▬▬▬▬▬▬▬▬▬▬▬ ▬▬▬▬▬▬▬▬▬▬▬▬▬▬▬▬▬▬▬▬▬▬▬▬▬▬▬▬▬▬▬▬▬▬▬▬ ▬▬▬▬▬▬▬▬▬▬▬▬▬▬▬▬▬▬▬▬▬▬▬▬▬▬▬▬▬▬▬▬▬▬▬▬ ▬▬▬▬▬▬▬▬▬▬▬▬▬▬▬▬▬▬▬▬▬▬▬▬▬▬▬▬▬▬▬▬▬▬▬▬ ▬▬▬▬▬▬▬▬▬▬▬▬▬▬▬▬▬▬▬▬▬▬▬▬▬▬▬▬▬▬▬▬▬▬▬▬ ▬▬▬▬▬▬▬▬▬▬▬▬▬▬▬▬▬▬▬▬▬▬▬▬▬▬▬▬▬▬▬▬▬▬▬▬ ▬▬▬▬▬▬▬▬▬▬▬▬▬▬▬▬▬▬▬▬▬▬▬▬▬▬▬▬▬▬▬▬▬▬▬▬ ▬▬▬▬▬▬▬▬▬▬▬▬▬▬▬▬▬▬▬▬▬▬▬▬▬▬▬▬▬▬▬▬▬▬▬▬ ▬▬▬▬▬▬▬▬▬▬▬▬▬▬▬▬▬▬▬▬▬▬▬▬▬▬▬▬▬▬▬▬▬▬▬▬ ▬▬▬▬▬▬▬▬▬▬▬▬▬▬▬▬▬▬▬▬▬▬▬▬▬▬▬▬▬▬▬▬▬▬▬▬ ▬▬▬▬▬▬▬▬▬▬▬▬▬▬▬▬▬▬▬▬▬▬▬▬▬▬▬▬▬▬▬▬▬▬▬▬ ▬▬▬▬▬▬▬▬▬▬▬▬▬▬▬▬▬▬▬▬▬▬▬▬▬▬▬▬▬▬▬▬▬▬▬▬ ▬▬▬▬▬▬▬▬▬▬▬▬▬▬▬▬▬▬▬▬▬▬▬▬▬▬▬▬▬▬▬▬▬▬▬▬ ▬▬▬▬▬▬▬▬▬▬▬▬▬▬▬▬▬▬▬▬▬▬▬▬▬▬▬▬▬▬▬▬▬▬▬▬ ▬▬▬▬▬▬▬▬▬▬▬▬▬▬▬▬▬▬▬▬▬▬▬▬▬▬▬▬▬▬▬▬▬▬▬▬ ▬▬▬▬▬▬▬▬▬▬▬▬▬▬▬▬▬▬▬▬▬▬▬▬▬▬▬▬▬▬▬▬▬▬▬▬ ▬▬▬▬▬▬▬▬▬▬▬▬▬▬▬▬▬▬▬▬▬▬▬▬▬▬▬▬▬▬▬▬▬▬▬▬ ▬▬▬▬▬▬▬▬▬▬▬▬▬▬▬▬▬▬▬▬▬▬▬▬▬▬▬▬▬▬▬▬▬▬▬▬ ▬▬▬▬▬▬▬▬▬▬▬▬▬▬▬▬▬▬▬▬▬▬▬▬▬▬▬▬▬▬▬▬▬▬▬▬ ▬▬▬▬▬▬▬▬▬▬▬▬▬▬▬▬▬▬▬▬▬▬▬▬▬▬▬▬▬▬▬▬▬▬▬▬ ▬▬▬▬▬▬▬▬▬▬▬▬▬▬▬▬▬▬▬▬▬▬▬▬▬▬▬▬▬▬▬▬▬▬▬▬ ▬▬▬▬▬▬▬▬▬▬▬▬▬▬▬▬▬▬▬▬▬▬▬▬▬▬▬▬▬▬▬▬▬▬▬▬ ▬▬▬▬▬▬▬▬▬▬▬▬▬▬▬▬▬▬▬▬▬▬▬▬▬▬▬▬▬▬▬▬▬▬▬▬ ▬▬▬▬▬▬▬▬▬▬▬▬▬▬▬▬▬▬▬▬▬▬▬▬▬▬▬▬▬▬▬▬▬▬▬▬ ▬▬▬▬▬▬▬▬▬▬▬▬▬▬▬▬▬▬▬▬▬▬▬▬▬▬▬▬▬▬▬▬▬▬▬▬ ▬▬▬▬▬▬▬▬▬▬▬▬▬▬▬▬▬▬▬▬▬▬▬▬▬▬▬▬▬▬▬▬▬▬▬▬ ▬▬▬▬▬▬▬▬▬▬▬▬▬▬▬▬▬▬▬▬▬▬▬▬▬▬▬▬▬▬▬▬▬▬▬▬ ▬▬▬▬▬▬▬▬▬▬▬▬▬▬▬▬▬▬▬▬▬▬▬▬▬▬▬▬▬▬▬▬▬▬▬▬ ▬▬▬▬▬▬▬▬▬▬▬▬▬▬▬▬▬▬▬▬▬▬▬▬▬▬▬▬▬▬▬▬▬▬▬▬ ▬▬▬▬▬▬▬▬▬▬▬▬▬▬▬▬▬▬▬▬▬▬▬▬▬▬▬▬▬▬▬▬▬▬▬▬ ▬▬▬▬▬▬▬▬▬▬▬▬▬▬▬▬▬▬▬▬▬▬▬▬▬▬▬▬▬▬▬▬▬▬▬▬ ▬▬▬▬▬▬▬▬▬▬▬▬▬▬▬▬▬▬▬▬▬▬▬▬▬▬▬▬▬▬▬▬▬▬▬▬ ▬▬▬▬▬▬▬▬▬▬▬▬▬▬▬▬▬▬▬▬▬▬▬▬▬▬▬▬▬▬▬▬▬▬▬▬ ▬▬▬▬▬▬▬▬▬▬▬▬▬▬▬▬▬▬▬▬▬▬▬▬▬▬▬▬▬▬▬▬▬▬▬▬ ▬▬▬▬▬▬▬▬▬▬▬▬▬▬▬▬▬▬▬▬▬▬▬▬▬▬▬▬▬▬▬▬▬▬▬▬ ▬▬▬▬▬▬▬▬▬▬▬▬▬▬▬▬▬▬▬▬▬▬▬▬▬▬▬▬▬▬▬▬▬▬▬▬ ▬▬▬▬▬▬▬▬▬▬▬▬▬▬▬▬▬▬▬▬▬▬▬▬▬▬▬▬▬▬▬▬▬▬▬▬ ▬▬▬▬▬▬▬▬▬▬▬▬▬▬▬▬▬▬▬▬▬▬▬▬▬▬▬▬▬▬▬▬▬▬▬▬ ▬▬▬▬▬▬▬▬▬▬▬▬▬▬▬▬▬▬▬▬▬▬▬▬▬▬▬▬▬▬▬▬▬▬▬▬ ▬▬▬▬▬▬▬▬▬▬▬▬▬▬▬▬▬▬▬▬▬▬▬▬▬▬▬▬▬▬▬▬▬▬▬▬ ▬▬▬▬▬▬▬▬▬▬▬▬▬▬▬▬▬▬▬▬▬▬▬▬▬▬▬▬▬▬▬▬▬▬▬▬ ▬▬▬▬▬▬▬▬▬▬▬▬▬▬▬▬▬▬▬▬▬▬▬▬▬▬▬▬▬▬▬▬▬▬▬▬ ▬▬▬▬▬▬▬▬▬▬▬▬▬▬▬▬▬▬▬▬▬▬▬▬▬▬▬▬▬▬▬▬▬▬▬▬ ▬▬▬▬▬▬▬▬▬▬▬▬▬▬▬▬▬▬▬▬▬▬▬▬▬▬▬▬▬▬▬▬▬▬▬▬ ▬▬▬▬▬▬▬▬▬▬▬▬▬▬▬▬▬▬▬▬▬▬▬▬▬▬▬▬▬▬▬▬▬▬▬▬ ▬▬▬▬▬▬▬▬▬▬▬▬▬▬▬▬▬▬▬▬▬▬▬▬▬▬▬▬▬▬▬▬▬▬▬▬ ▬▬▬▬▬▬▬▬▬▬▬▬▬▬▬▬▬▬▬▬▬▬▬▬▬▬▬▬▬▬▬▬▬▬▬▬ ▬▬▬▬▬▬▬▬▬▬▬▬▬▬▬▬▬▬▬▬▬▬▬▬▬▬▬▬▬▬▬▬▬▬▬▬ ▬▬▬▬▬▬▬▬▬▬▬▬▬▬▬▬▬▬▬▬▬▬▬▬▬▬▬▬▬▬▬▬▬▬▬▬ ▬▬▬▬▬▬▬▬▬▬▬▬▬▬▬▬▬▬▬▬▬▬▬▬▬▬▬▬▬▬▬▬▬▬▬▬ ▬▬▬▬▬▬▬▬▬▬▬▬▬▬▬▬▬▬▬▬▬▬▬▬▬▬▬▬▬▬▬▬▬▬▬▬ ▬▬▬▬▬▬▬▬▬▬▬▬▬▬▬▬▬▬▬▬▬▬▬▬▬▬▬▬▬▬▬▬▬▬▬▬ ▬▬▬▬▬▬▬▬▬▬▬▬▬▬▬▬▬▬▬▬▬▬▬▬▬▬▬▬▬▬▬▬▬▬▬▬ ▬▬▬▬▬▬▬▬▬▬▬▬▬▬▬▬▬▬▬▬▬▬▬▬▬▬▬▬▬▬▬▬▬▬▬▬ ▬▬▬▬▬▬▬▬▬▬▬▬▬▬▬▬▬▬▬▬▬▬▬▬▬▬▬▬▬▬▬▬▬▬▬▬ ▬▬▬▬▬▬▬▬▬▬▬▬▬▬▬▬▬▬▬▬▬▬▬▬▬▬▬▬▬▬▬▬▬▬▬▬ ▬▬▬▬▬▬▬▬▬▬▬▬▬▬▬▬▬▬▬▬▬▬▬▬▬▬▬▬▬▬▬▬▬▬▬▬ ▬▬▬▬▬▬▬▬▬▬▬▬▬▬▬▬▬▬▬▬▬▬▬▬▬▬▬▬▬▬▬▬▬▬▬▬ ▬▬▬▬▬▬▬▬▬▬▬▬▬▬▬▬▬▬▬▬▬▬▬▬▬▬▬▬▬▬▬▬▬▬▬▬ ▬▬▬▬▬▬▬▬▬▬▬▬▬▬▬▬▬▬▬▬▬▬▬▬▬▬▬▬▬▬▬▬▬▬▬▬ ▬▬▬▬▬▬▬▬▬▬▬▬▬▬▬▬▬▬▬▬▬▬▬▬▬▬▬▬▬▬▬▬▬▬▬▬ ▬▬▬▬▬▬▬▬▬▬▬▬▬▬▬▬▬▬▬▬▬▬▬▬▬▬▬▬▬▬▬▬▬▬▬▬ ▬▬▬▬▬▬▬▬▬▬▬▬▬▬▬▬▬▬▬▬▬▬▬▬▬▬▬▬▬▬▬▬▬▬▬▬ ▬▬▬▬▬▬▬▬▬▬▬▬▬▬▬▬▬▬▬▬▬▬▬▬▬▬▬▬▬▬▬▬▬▬▬▬ ▬▬▬▬▬▬▬▬▬▬▬▬▬▬▬▬▬▬▬▬▬▬▬▬▬▬▬▬▬▬▬▬▬▬▬▬ ▬▬▬▬▬▬▬▬▬▬▬▬▬▬▬▬▬▬▬▬▬▬▬▬▬▬▬▬▬▬▬▬▬▬▬▬ ▬▬▬▬▬▬▬▬▬▬▬▬▬▬▬▬▬▬▬▬▬▬▬▬▬▬▬▬▬▬▬▬▬▬▬▬ ▬▬▬▬▬▬▬▬▬▬▬▬▬▬▬▬▬▬▬▬▬▬▬▬▬▬▬▬▬▬▬▬▬▬▬▬ ▬▬▬▬▬▬▬▬▬▬▬▬▬▬▬▬▬▬▬▬▬▬▬▬▬▬▬▬▬▬▬▬▬▬▬▬ ▬▬▬▬▬▬▬▬▬▬▬▬▬▬▬▬▬▬▬▬▬▬▬▬▬▬▬▬▬▬▬▬▬▬▬▬ ▬▬▬▬▬▬▬▬▬▬▬▬▬▬▬▬▬▬▬▬▬▬▬▬▬▬▬▬▬▬▬▬▬▬▬▬ ▬▬▬▬▬▬▬▬▬▬▬▬▬▬▬▬▬▬▬▬▬▬▬▬▬▬▬▬▬▬▬▬▬▬▬▬ ▬▬▬▬▬▬▬▬▬▬▬▬▬▬▬▬▬▬▬▬▬▬▬▬▬▬▬▬▬▬▬▬▬▬▬▬ ▬▬▬▬▬▬▬▬▬▬▬▬▬▬▬▬▬▬▬▬▬▬▬▬▬▬▬▬▬▬▬▬▬▬▬▬ ▬▬▬▬▬▬▬▬▬▬▬▬▬▬▬▬▬▬▬▬▬▬▬▬▬▬▬▬▬▬▬▬▬▬▬▬ ▬▬▬▬▬▬▬▬▬▬▬▬▬▬▬▬▬▬▬▬▬▬▬▬▬▬▬▬▬▬▬▬▬▬▬▬ ▬▬▬▬▬▬▬▬▬▬▬▬▬▬▬▬▬▬▬▬▬▬▬▬▬▬▬▬▬▬▬▬▬▬▬▬ ▬▬▬▬▬▬▬▬▬▬▬▬▬▬▬▬▬▬▬▬▬▬▬▬▬▬▬▬▬▬▬▬▬▬▬▬ ▬▬▬▬▬▬▬▬▬▬▬▬▬▬▬▬▬▬▬▬▬▬▬▬▬▬▬▬▬▬▬▬▬▬▬▬ ▬▬▬▬▬▬▬▬▬▬▬▬▬▬▬▬▬▬▬▬▬▬▬▬▬▬▬▬▬▬▬▬▬▬▬▬ ▬▬▬▬▬▬▬▬▬▬▬▬▬▬▬▬▬▬▬▬▬▬▬▬▬▬▬▬▬▬▬▬▬▬▬▬ ▬▬▬▬▬▬▬▬▬▬▬▬▬▬▬▬▬▬▬▬▬▬▬▬▬▬▬▬▬▬▬▬▬▬▬▬ ▬▬▬▬▬▬▬▬▬▬▬▬▬▬▬▬▬▬▬▬▬▬▬▬▬▬▬▬▬▬▬▬▬▬▬▬ ▬▬▬▬▬▬▬▬▬▬▬▬▬▬▬▬▬▬▬▬▬▬▬▬▬▬▬▬▬▬▬▬▬▬▬▬ ▬▬▬▬▬▬▬▬▬▬▬▬▬▬▬▬▬▬▬▬▬▬▬▬▬▬▬▬▬▬▬▬▬▬▬▬ ▬▬▬▬▬▬▬▬▬▬▬▬▬▬▬▬▬▬▬	[22, 122, 137, 505]
article-column-4	[361, 50, 472, 686]
article-column-1	[22, 50, 135, 686]
article-paragraph: 特此公告。	[367, 71, 383, 76]
table-cell: —	[122, 108, 135, 113]
table-cell: —	[122, 93, 135, 98]
article-paragraph: 董事会	[367, 76, 377, 81]
article-paragraph: 为保证本次募集资金有效使用，防范即期回报被摊薄的风险，公司将采取多种措施加强募集资金管理，提高经营效率。	[251, 65, 353, 74]
table-cell: 1	[23, 93, 36, 98]
body-text-texture: ▬▬▬▬▬▬▬▬▬▬▬▬▬▬▬▬▬▬▬▬▬▬▬▬▬▬▬▬▬▬▬▬▬▬▬▬ ▬▬▬▬▬▬▬▬▬▬▬▬▬▬▬▬▬▬▬▬▬▬▬▬▬▬▬▬▬▬▬▬▬▬▬▬ ▬▬▬▬▬▬▬▬▬▬▬▬▬▬▬▬▬▬▬▬▬▬▬▬▬▬▬▬▬▬▬▬▬▬▬▬ ▬▬▬▬▬▬▬▬▬▬▬▬▬▬▬▬▬▬▬▬▬▬▬▬▬▬▬▬▬▬▬▬▬▬▬▬ ▬▬▬▬▬▬▬▬▬▬▬▬▬▬▬▬▬▬▬▬▬▬▬▬▬▬▬▬▬▬▬▬▬▬▬▬ ▬▬▬▬▬▬▬▬▬▬▬▬▬▬▬▬▬▬▬▬▬▬▬▬▬▬▬▬▬▬▬▬▬▬▬▬ ▬▬▬▬▬▬▬▬▬▬▬▬▬▬▬▬▬▬▬▬▬▬▬▬▬▬▬▬▬▬▬▬▬▬▬▬ ▬▬▬▬▬▬▬▬▬▬▬▬▬▬▬▬▬▬▬▬▬▬▬▬▬▬▬▬▬▬▬▬▬▬▬▬ ▬▬▬▬▬▬▬▬▬▬▬▬▬▬▬▬▬▬▬▬▬▬▬▬▬▬▬▬▬▬▬▬▬▬▬▬ ▬▬▬▬▬▬▬▬▬▬▬▬▬▬▬▬▬▬▬▬▬▬▬▬▬▬▬▬▬▬▬▬▬▬▬▬ ▬▬▬▬▬▬▬▬▬▬▬▬▬▬▬▬▬▬▬▬▬▬▬▬▬▬▬▬▬▬▬▬▬▬▬▬ ▬▬▬▬▬▬▬▬▬▬▬▬▬▬▬▬▬▬▬▬▬▬▬▬▬▬▬▬▬▬▬▬▬▬▬▬ ▬▬▬▬▬▬▬▬▬▬▬▬▬▬▬▬▬▬▬▬▬▬▬▬▬▬▬▬▬▬▬▬▬▬▬▬ ▬▬▬▬▬▬▬▬▬▬▬▬▬▬▬▬▬▬▬▬▬▬▬▬▬▬▬▬▬▬▬▬▬▬▬▬ ▬▬▬▬▬▬▬▬▬▬▬▬▬▬▬▬▬▬▬▬▬▬▬▬▬▬▬▬▬▬▬▬▬▬▬▬ ▬▬▬▬▬▬▬▬▬▬▬▬▬▬▬▬▬▬▬▬▬▬▬▬▬▬▬▬▬▬▬▬▬▬▬▬ ▬▬▬▬▬▬▬▬▬▬▬▬▬▬▬▬▬▬▬▬▬▬▬▬▬▬▬▬▬▬▬▬▬▬▬▬ ▬▬▬▬▬▬▬▬▬▬▬▬▬▬▬▬▬▬▬▬▬▬▬▬▬▬▬▬▬▬▬▬▬▬▬▬ ▬▬▬▬▬▬▬▬▬▬▬▬▬▬▬▬▬▬▬▬▬▬▬▬▬▬▬▬▬▬▬▬▬▬▬▬ ▬▬▬▬▬▬▬▬▬▬▬▬▬▬▬▬▬▬▬▬▬▬▬▬▬▬▬▬▬▬▬▬▬▬▬▬ ▬▬▬▬▬▬▬▬▬▬▬▬▬▬▬▬▬▬▬▬▬▬▬▬▬▬▬▬▬▬▬▬▬▬▬▬ ▬▬▬▬▬▬▬▬▬▬▬▬▬▬▬▬▬▬▬▬▬▬▬▬▬▬▬▬▬▬▬▬▬▬▬▬ ▬▬▬▬▬▬▬▬▬▬▬▬▬▬▬▬▬▬▬▬▬▬▬▬▬▬▬▬▬▬▬▬▬▬▬▬ ▬▬▬▬▬▬▬▬▬▬▬▬▬▬▬▬▬▬▬▬▬▬▬▬▬▬▬▬▬▬▬▬▬▬▬▬ ▬▬▬▬▬▬▬▬▬▬▬▬▬▬▬▬▬▬▬▬▬▬▬▬▬▬▬▬▬▬▬▬▬▬▬▬ ▬▬▬▬▬▬▬▬▬▬▬▬▬▬▬▬▬▬▬▬▬▬▬▬▬▬▬▬▬▬▬▬▬▬▬▬ ▬▬▬▬▬▬▬▬▬▬▬▬▬▬▬▬▬▬▬▬▬▬▬▬▬▬▬▬▬▬▬▬▬▬▬▬ ▬▬▬▬▬▬▬▬▬▬▬▬▬▬▬▬▬▬▬▬▬▬▬▬▬▬▬▬▬▬▬▬▬▬▬▬ ▬▬▬▬▬▬▬▬▬▬▬▬▬▬▬▬▬▬▬▬▬▬▬▬▬▬▬▬▬▬▬▬▬▬▬▬ ▬▬▬▬▬▬▬▬▬▬▬▬▬▬▬▬▬▬▬▬▬▬▬▬▬▬▬▬▬▬▬▬▬▬▬▬ ▬▬▬▬▬▬▬▬▬▬▬▬▬▬▬▬▬▬▬▬▬▬▬▬▬▬▬▬▬▬▬▬▬▬▬▬ ▬▬▬▬▬▬▬▬▬▬▬▬▬▬▬▬▬▬▬▬▬▬▬▬▬▬▬▬▬▬▬▬▬▬▬▬ ▬▬▬▬▬▬▬▬▬▬▬▬▬▬▬▬▬▬▬▬▬▬▬▬▬▬▬▬▬▬▬▬▬▬▬▬ ▬▬▬▬▬▬▬▬▬▬▬▬▬▬▬▬▬▬▬▬▬▬▬▬▬▬▬▬▬▬▬▬▬▬▬▬ ▬▬▬▬▬▬▬▬▬▬▬▬▬▬▬▬▬▬▬▬▬▬▬▬▬▬▬▬▬▬▬▬▬▬▬▬ ▬▬▬▬▬▬▬▬▬▬▬▬▬▬▬▬▬▬▬▬▬▬▬▬▬▬▬▬▬▬▬▬▬▬▬▬ ▬▬▬▬▬▬▬▬▬▬▬▬▬▬▬▬▬▬▬▬▬▬▬▬▬▬▬▬▬▬▬▬▬▬▬▬ ▬▬▬▬▬▬▬▬▬▬▬▬▬▬▬▬▬▬▬▬▬▬▬▬▬▬▬▬▬▬▬▬▬▬▬▬ ▬▬▬▬▬▬▬▬▬▬▬▬▬▬▬▬▬▬▬▬▬▬▬▬▬▬▬▬▬▬▬▬▬▬▬▬ ▬▬▬▬▬▬▬▬▬▬▬▬▬▬▬▬▬▬▬▬▬▬▬▬▬▬▬▬▬▬▬▬▬▬▬▬ ▬▬▬▬▬▬▬▬▬▬▬▬▬▬▬▬▬▬▬▬▬▬▬▬▬▬▬▬▬▬▬▬▬▬▬▬ ▬▬▬▬▬▬▬▬▬▬▬▬▬▬▬▬▬▬▬▬▬▬▬▬▬▬▬▬▬▬▬▬▬▬▬▬ ▬▬▬▬▬▬▬▬▬▬▬▬▬▬▬▬▬▬▬▬▬▬▬▬▬▬▬▬▬▬▬▬▬▬▬▬ ▬▬▬▬▬▬▬▬▬▬▬▬▬▬▬▬▬▬▬▬▬▬▬▬▬▬▬▬▬▬▬▬▬▬▬▬ ▬▬▬▬▬▬▬▬▬▬▬▬▬▬▬▬▬▬▬▬▬▬▬▬▬▬▬▬▬▬▬▬▬▬▬▬ ▬▬▬▬▬▬▬▬▬▬▬▬▬▬▬▬▬▬▬▬▬▬▬▬▬▬▬▬▬▬▬▬▬▬▬▬ ▬▬▬▬▬▬▬▬▬▬▬▬▬▬▬▬▬▬▬▬▬▬▬▬▬▬▬▬▬▬▬▬▬▬▬▬ ▬▬▬▬▬▬▬▬▬▬▬▬▬▬▬▬▬▬▬▬▬▬▬▬▬▬▬▬▬▬▬▬▬▬▬▬ ▬▬▬▬▬▬▬▬▬▬▬▬▬▬▬▬▬▬▬▬▬▬▬▬▬▬▬▬▬▬▬▬▬▬▬▬ ▬▬▬▬▬▬▬▬▬▬▬▬▬▬▬▬▬▬▬▬▬▬▬▬▬▬▬▬▬▬▬▬▬▬▬▬ ▬▬▬▬▬▬▬▬▬▬▬▬▬▬▬▬▬▬▬▬▬▬▬▬▬▬▬▬▬▬▬▬▬▬▬▬ ▬▬▬▬▬▬▬▬▬▬▬▬▬▬▬▬▬▬▬▬▬▬▬▬▬▬▬▬▬▬▬▬▬▬▬▬ ▬▬▬▬▬▬▬▬▬▬▬▬▬▬▬▬▬▬▬▬▬▬▬▬▬▬▬▬▬▬▬▬▬▬▬▬ ▬▬▬▬▬▬▬▬▬▬▬▬▬▬▬▬▬▬▬▬▬▬▬▬▬▬▬▬▬▬▬▬▬▬▬▬ ▬▬▬▬▬▬▬▬▬▬▬▬▬▬▬▬▬▬▬▬▬▬▬▬▬▬▬▬▬▬▬▬▬▬▬▬ ▬▬▬▬▬▬▬▬▬▬▬▬▬▬▬▬▬▬▬▬▬▬▬▬▬▬▬▬▬▬▬▬▬▬▬▬ ▬▬▬▬▬▬▬▬▬▬▬▬▬▬▬▬▬▬▬▬▬▬▬▬▬▬▬▬▬▬▬▬▬▬▬▬ ▬▬▬▬▬▬▬▬▬▬▬▬▬▬▬▬▬▬▬▬▬▬▬▬▬▬▬▬▬▬▬▬▬▬▬▬ ▬▬▬▬▬▬▬▬▬▬▬▬▬▬▬▬▬▬▬▬▬▬▬▬▬▬▬▬▬▬▬▬▬▬▬▬ ▬▬▬▬▬▬▬▬▬▬▬▬▬▬▬▬▬▬▬▬▬▬▬▬▬▬▬▬▬▬▬▬▬▬▬▬ ▬▬▬▬▬▬▬▬▬▬▬▬▬▬▬▬▬▬▬▬▬▬▬▬▬▬▬▬▬▬▬▬▬▬▬▬ ▬▬▬▬▬▬▬▬▬▬▬▬▬▬▬▬▬▬▬▬▬▬▬▬▬▬▬▬▬▬▬▬▬▬▬▬ ▬▬▬▬▬▬▬▬▬▬▬▬▬▬▬▬▬▬▬▬▬▬▬▬▬▬▬▬▬▬▬▬▬▬▬▬ ▬▬▬▬▬▬▬▬▬▬▬▬▬▬▬▬▬▬▬▬▬▬▬▬▬▬▬▬▬▬▬▬▬▬▬▬ ▬▬▬▬▬▬▬▬▬▬▬▬▬▬▬▬▬▬▬▬▬▬▬▬▬▬▬▬▬▬▬▬▬▬▬▬ ▬▬▬▬▬▬▬▬▬▬▬▬▬▬▬▬▬▬▬▬▬▬▬▬▬▬▬▬▬▬▬▬▬▬▬▬ ▬▬▬▬▬▬▬▬▬▬▬▬▬▬▬▬▬▬▬▬▬▬▬▬▬▬▬▬▬▬▬▬▬▬▬▬ ▬▬▬▬▬▬▬▬▬▬▬▬▬▬▬▬▬▬▬▬▬▬▬▬▬▬▬▬▬▬▬▬▬▬▬▬ ▬▬▬▬▬▬▬▬▬▬▬▬▬▬▬▬▬▬▬▬▬▬▬▬▬▬▬▬▬▬▬▬▬▬▬▬ ▬▬▬▬▬▬▬▬▬▬▬▬▬▬▬▬▬▬▬▬▬▬▬▬▬▬▬▬▬▬▬▬▬▬▬▬ ▬▬▬▬▬▬▬▬▬▬▬▬▬▬▬▬▬▬▬▬▬▬▬▬▬▬▬▬▬▬▬▬▬▬▬▬ ▬▬▬▬▬▬▬▬▬▬▬▬▬▬▬▬▬▬▬▬▬▬▬▬▬▬▬▬▬▬▬▬▬▬▬▬ ▬▬▬▬▬▬▬▬▬▬▬▬▬▬▬▬▬▬▬▬▬▬▬▬▬▬▬▬▬▬▬▬▬▬▬▬ ▬▬▬▬▬▬▬▬▬▬▬▬▬▬▬▬▬▬▬▬▬▬▬▬▬▬▬▬▬▬▬▬▬▬▬▬ ▬▬▬▬▬▬▬▬▬▬▬▬▬▬▬▬▬▬▬▬▬▬▬▬▬▬▬▬▬▬▬▬▬▬▬▬ ▬▬▬▬▬▬▬▬▬▬▬▬▬▬▬▬▬▬▬▬▬▬▬▬▬▬▬▬▬▬▬▬▬▬▬▬ ▬▬▬▬▬▬▬▬▬▬▬▬▬▬▬▬▬▬▬▬▬▬▬▬▬▬▬▬▬▬▬▬▬▬▬▬ ▬▬▬▬▬▬▬▬▬▬▬▬▬▬▬▬▬▬▬▬▬▬▬▬▬▬▬▬▬▬▬▬▬▬▬▬ ▬▬▬▬▬▬▬▬▬▬▬▬▬▬▬▬▬▬▬▬▬▬▬▬▬▬▬▬▬▬▬▬▬▬▬▬ ▬▬▬▬▬▬▬▬▬▬▬▬▬▬▬▬▬▬▬▬▬▬▬▬▬▬▬▬▬▬▬▬▬▬▬▬ ▬▬▬▬▬▬▬▬▬▬▬▬▬▬▬▬▬▬▬▬▬▬▬▬▬▬▬▬▬▬▬▬▬▬▬▬ ▬▬▬▬▬▬▬▬▬▬▬▬▬▬▬▬▬▬▬▬▬▬▬▬▬▬▬▬▬▬▬▬▬▬▬▬ ▬▬▬▬▬▬▬▬▬▬▬▬▬▬▬▬▬▬▬▬▬▬▬▬▬▬▬▬▬▬▬▬▬▬▬▬ ▬▬▬▬▬▬▬▬▬▬▬▬▬▬▬▬▬▬▬▬▬▬▬▬▬▬▬▬▬▬▬▬▬▬▬▬ ▬▬▬▬▬▬▬▬▬▬▬▬▬▬▬▬▬▬▬▬▬▬▬▬▬▬▬▬▬▬▬▬▬▬▬▬ ▬▬▬▬▬▬▬▬▬▬▬▬▬▬▬▬▬▬▬▬▬▬▬▬▬▬▬▬▬▬▬▬▬▬▬▬ ▬▬▬▬▬▬▬▬▬▬▬▬▬▬▬▬▬▬▬▬▬▬▬▬▬▬▬▬▬▬▬▬▬▬▬▬ ▬▬▬▬▬▬▬▬▬▬▬▬▬▬▬▬▬▬▬▬▬▬▬▬▬▬▬▬▬▬▬▬▬▬▬▬ ▬▬▬▬▬▬▬▬▬▬▬▬▬▬▬▬▬▬▬▬▬▬▬▬▬▬▬▬▬▬▬▬▬▬▬▬ ▬▬▬▬▬▬▬▬▬▬▬▬▬▬▬▬▬▬▬▬▬▬▬▬▬▬▬▬▬▬▬▬▬▬▬▬ ▬▬▬▬▬▬▬▬▬▬▬▬▬▬▬▬▬▬▬▬▬▬▬▬▬▬▬▬▬▬▬▬▬▬▬▬ ▬▬▬▬▬▬▬▬▬▬▬▬▬▬▬▬▬▬▬▬▬▬▬▬▬▬▬▬▬▬▬▬▬▬▬▬ ▬▬▬▬▬▬▬▬▬▬▬▬▬▬▬▬▬▬▬▬▬▬▬▬▬▬▬▬▬▬▬▬▬▬▬▬ ▬▬▬▬▬▬▬▬▬▬▬▬▬▬▬▬▬▬▬▬▬▬▬▬▬▬▬▬▬▬▬▬▬▬▬▬ ▬▬▬▬▬▬▬▬▬▬▬▬▬▬▬▬▬▬▬▬▬▬▬▬▬▬▬▬▬▬▬▬▬▬▬▬ ▬▬▬▬▬▬▬▬▬▬▬▬▬▬▬▬▬▬▬▬▬▬▬▬▬▬▬▬▬▬▬▬▬▬▬▬ ▬▬▬▬▬▬▬▬▬▬▬▬▬▬▬▬▬▬▬▬▬▬▬▬▬▬▬▬▬▬▬▬▬▬▬▬ ▬▬▬▬▬▬▬▬▬▬▬▬▬▬▬▬▬▬▬▬▬▬▬▬▬▬▬▬▬▬▬▬▬▬▬▬ ▬▬▬▬▬▬▬▬▬▬▬▬▬▬▬▬▬▬▬▬▬▬▬▬▬▬▬▬▬▬▬▬▬▬▬▬ ▬▬▬▬▬▬▬▬▬▬▬▬▬▬▬▬▬▬▬▬▬▬▬▬▬▬▬▬▬▬▬▬▬▬▬▬ ▬▬▬▬▬▬▬▬▬▬▬▬▬▬▬▬▬▬▬▬▬▬▬▬▬▬▬▬▬▬▬▬▬▬▬▬ ▬▬▬▬▬▬▬▬▬▬▬▬▬▬▬▬▬▬▬▬▬▬▬▬▬▬▬▬▬▬▬▬▬▬▬▬ ▬▬▬▬▬▬▬▬▬▬▬▬▬▬▬▬▬▬▬▬▬▬▬▬▬▬▬▬▬▬▬▬▬▬▬▬ ▬▬▬▬▬▬▬▬▬▬▬▬▬▬▬▬▬▬▬▬▬▬▬▬▬▬▬▬▬▬▬▬▬▬▬▬ ▬▬▬▬▬▬▬▬▬▬▬▬▬▬▬▬▬▬▬▬▬▬▬▬▬▬▬▬▬▬▬▬▬▬▬▬ ▬▬▬▬▬▬▬▬▬▬▬▬▬▬▬▬▬▬▬▬▬▬▬▬▬▬▬▬▬▬▬▬▬▬▬▬ ▬▬▬▬▬▬▬▬▬▬▬▬▬▬▬▬▬▬▬▬▬▬▬▬▬▬▬▬▬▬▬▬▬▬▬▬ ▬▬▬▬▬▬▬▬▬▬▬▬▬▬▬▬▬▬▬▬▬▬▬▬▬▬▬▬▬▬▬▬▬▬▬▬ ▬▬▬▬▬▬▬▬▬▬▬▬▬▬▬▬▬▬▬▬▬▬▬▬▬▬▬▬▬▬▬▬▬▬▬▬ ▬▬▬▬▬▬▬▬▬▬▬▬▬▬▬▬▬▬▬▬▬▬▬▬▬▬▬▬▬▬▬▬▬▬▬▬ ▬▬▬▬▬▬▬▬▬▬▬▬▬▬▬▬▬▬▬▬▬▬▬▬▬▬▬▬▬▬▬▬▬▬▬▬ ▬▬▬▬▬▬▬▬▬▬▬▬▬▬▬▬▬▬▬▬▬▬▬▬▬▬▬▬▬▬▬▬▬▬▬▬ ▬▬▬▬▬▬▬▬▬▬▬▬▬▬▬▬▬▬▬▬▬▬▬▬▬▬▬▬▬▬▬▬▬▬▬▬ ▬▬▬▬▬▬▬▬▬▬▬▬▬▬▬▬▬▬▬▬▬▬▬▬▬▬▬▬▬▬▬▬▬▬▬▬ ▬▬▬▬▬▬▬▬▬▬▬▬▬▬▬▬▬▬▬▬▬▬▬▬▬▬▬▬▬▬▬▬▬▬▬▬ ▬▬▬▬▬▬▬▬▬▬▬▬▬▬▬▬▬▬▬▬▬▬▬▬▬▬▬▬▬▬▬▬▬▬▬▬ ▬▬▬▬▬▬▬▬▬▬▬▬▬▬▬▬▬▬▬▬▬▬▬▬▬▬▬▬▬▬▬▬▬▬▬▬ ▬▬▬▬▬▬▬▬▬▬▬▬▬▬▬▬▬▬▬▬▬▬▬▬▬▬▬▬▬▬▬▬▬▬▬▬ ▬▬▬▬▬▬▬▬▬▬▬▬▬▬▬▬▬▬▬▬▬▬▬▬▬▬▬▬▬▬▬▬▬▬▬▬ ▬▬▬▬▬▬▬▬▬▬▬▬▬▬▬▬▬▬▬▬▬▬▬▬▬▬▬▬▬▬▬▬▬▬▬▬ ▬▬▬▬▬▬▬▬▬▬▬▬▬▬▬▬▬▬▬▬▬▬▬▬▬▬▬▬▬▬▬▬▬▬▬▬ ▬▬▬▬▬▬▬▬▬▬▬▬▬▬▬▬▬▬▬▬▬▬▬▬▬▬▬▬▬▬▬▬▬▬▬▬ ▬▬▬▬▬▬▬▬▬▬▬▬▬▬▬▬▬▬▬▬▬▬▬▬▬▬▬▬▬▬▬▬▬▬▬▬ ▬▬▬▬▬▬▬▬▬▬▬▬▬▬▬▬▬▬▬▬▬▬▬▬▬▬▬▬▬▬▬▬▬▬▬▬ ▬▬▬▬▬▬▬▬▬▬▬▬▬▬▬▬▬▬▬▬▬▬▬▬▬▬▬▬▬▬▬▬▬▬▬▬ ▬▬▬▬▬▬▬▬▬▬▬▬▬▬▬▬▬▬▬▬▬▬▬▬▬▬▬▬▬▬▬▬▬▬▬▬ ▬▬▬▬▬▬▬▬▬▬▬▬▬▬▬▬▬▬▬▬▬▬▬▬▬▬▬▬▬▬▬▬▬▬▬▬ ▬▬▬▬▬▬▬▬▬▬▬▬▬▬▬▬▬▬▬▬▬▬▬▬▬▬▬▬▬▬▬▬▬▬▬▬ ▬▬▬▬▬▬▬▬▬▬▬▬▬▬▬▬▬▬▬▬▬▬▬▬▬▬▬▬▬▬▬▬▬▬▬▬ ▬▬▬▬▬▬▬▬▬▬▬▬▬▬▬▬▬▬▬▬▬▬▬▬▬▬▬▬▬▬▬▬▬▬▬▬ ▬▬▬▬▬▬▬▬▬▬▬▬▬▬▬▬▬▬▬▬▬▬▬▬▬▬▬▬▬▬▬▬▬▬▬▬ ▬▬▬▬▬▬▬▬▬▬▬▬▬▬▬▬▬▬▬▬▬▬▬▬▬▬▬▬▬▬▬▬▬▬▬▬ ▬▬▬▬▬▬▬▬▬▬▬▬▬▬▬▬▬▬▬▬▬▬▬▬▬▬▬▬▬▬▬▬▬▬▬▬ ▬▬▬▬▬▬▬▬▬▬▬▬▬▬▬▬▬▬▬▬▬▬▬▬▬▬▬▬▬▬▬▬▬▬▬▬ ▬▬▬▬▬▬▬▬▬▬▬▬▬▬▬▬▬▬▬▬▬▬▬▬▬▬▬▬▬▬▬▬▬▬▬▬ ▬▬▬▬▬▬▬▬▬▬▬▬▬▬▬▬▬▬▬▬▬▬▬▬▬▬▬▬▬▬▬▬▬▬▬▬ ▬▬▬▬▬▬▬▬▬▬▬▬▬▬▬▬▬▬▬▬▬▬▬▬▬▬▬▬▬▬▬▬▬▬▬▬ ▬▬▬▬▬▬▬▬▬▬▬▬▬▬▬▬▬▬▬▬▬▬▬▬▬▬▬▬▬▬▬▬▬▬▬▬ ▬▬▬▬▬▬▬▬▬▬▬▬▬▬▬▬▬▬▬▬▬▬▬▬▬▬▬▬▬▬▬▬▬▬▬▬ ▬▬▬▬▬▬▬▬▬▬▬▬▬▬▬▬▬▬▬▬▬▬▬▬▬▬▬▬▬▬▬▬▬▬▬▬ ▬▬▬▬▬▬▬▬▬▬▬▬▬▬▬▬▬▬▬	[251, 80, 355, 498]
section-title: 信息披露	[182, 25, 250, 45]
article-paragraph: 本次非公开发行股票募集资金总额扣除发行费用后，将全部用于以下项目，具体情况如下表所示：	[22, 75, 135, 84]
table-cell: —	[122, 98, 135, 103]
table-cell: 6,000	[87, 108, 121, 113]
table-cell: 项目一	[35, 93, 65, 98]
table-cell: 8,000	[87, 98, 121, 103]
page-number: C16	[22, 18, 66, 40]
article-paragraph: 本次非公开发行股票相关事项已经公司董事会审议通过，尚需公司股东大会审议通过及中国证券监督管理委员会核准后方可实施。	[22, 59, 135, 69]
table-cell: 补充流动资金	[35, 108, 65, 113]
table-header-cell: 备注	[122, 88, 135, 93]
column-divider	[139, 48, 140, 688]
article-paragraph: 2、公司第五届监事会第八次会议决议；	[367, 60, 424, 65]
table-header-cell: 项目名称	[35, 88, 65, 93]
article-paragraph: 六、备查文件	[361, 50, 382, 54]
article-paragraph: 本公司及董事会全体成员保证信息披露的内容真实、准确、完整，没有虚假记载、误导性陈述或重大遗漏。	[22, 50, 135, 59]
edition-date: 2020年10月22日 星期四	[398, 36, 438, 40]
table-cell: 5,600	[66, 103, 88, 108]
editor-line: 责编：彭 勇 美编：郑 丹 电话：0755-83501750	[282, 36, 360, 40]
table-cell: 5,000	[87, 103, 121, 108]
table-cell: 合计	[35, 113, 65, 118]
table-cell: 12,500	[66, 93, 88, 98]
column-divider	[357, 48, 358, 688]
table-header-cell: 拟使用募集资金	[87, 88, 121, 93]
table-row	[23, 113, 135, 118]
article-paragraph: 本次募集资金投资项目符合国家相关产业政策以及未来公司整体战略发展方向，具有良好的市场发展前景和经济效益。	[143, 55, 243, 64]
